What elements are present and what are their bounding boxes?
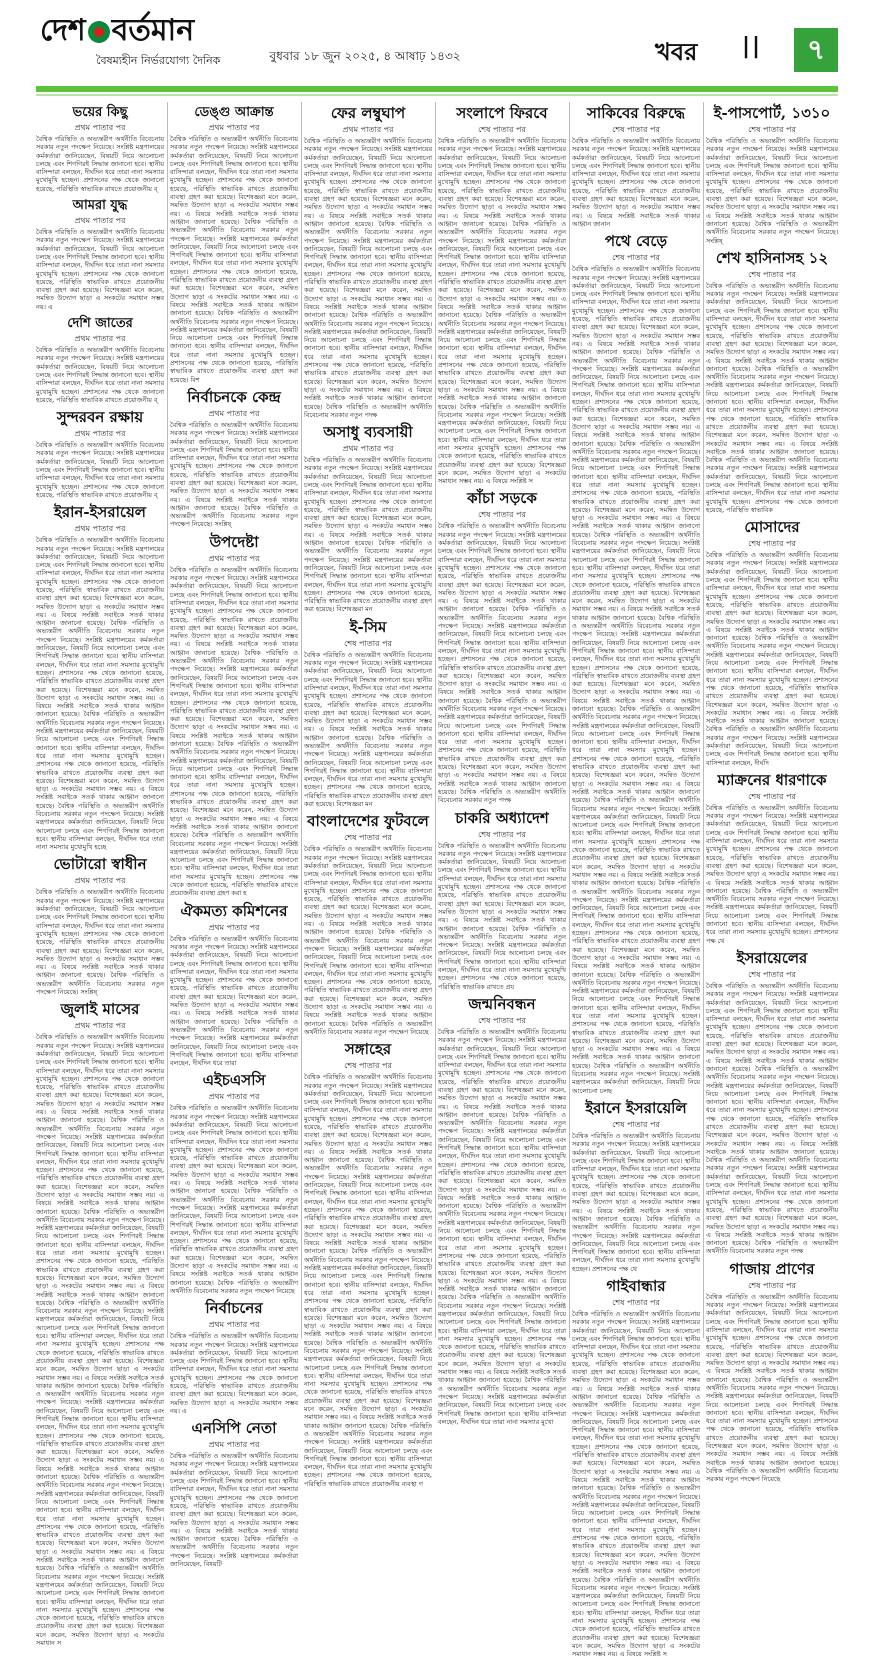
- story-body: বৈশ্বিক পরিস্থিতি ও অভ্যন্তরীণ অর্থনীতি বিবেচনায় সরকার নতুন পদক্ষেপ নিয়েছে। সংশ্লিষ্ট মন্ত্রণালয়ের কর্মকর্তারা জানিয়েছেন, বিষয়টি নিয়ে আলোচনা চলছে এবং শিগগিরই সিদ্ধান্ত জানানো হবে। স্থানীয় বাসিন্দারা বলছেন, দীর্ঘদিন ধরে তারা নানা সমস্যার মুখোমুখি হচ্ছেন। প্রশাসনের পক্ষ থেকে জানানো হয়েছে, পরিস্থিতি স্বাভাবিক রাখতে প্রয়োজনীয় ব্: [36, 441, 164, 499]
- continued-label: প্রথম পাতার পর: [208, 553, 260, 563]
- news-story[interactable]: [572, 1099, 700, 1273]
- story-body: বৈশ্বিক পরিস্থিতি ও অভ্যন্তরীণ অর্থনীতি বিবেচনায় সরকার নতুন পদক্ষেপ নিয়েছে। সংশ্লিষ্ট মন্ত্রণালয়ের কর্মকর্তারা জানিয়েছেন, বিষয়টি নিয়ে আলোচনা চলছে এবং শিগগিরই সিদ্ধান্ত জানানো হবে। স্থানীয় বাসিন্দারা বলছেন, দীর্ঘদিন ধরে তারা নানা সমস্যার মুখোমুখি হচ্ছেন। প্রশাসনের পক্ষ থেকে জানানো হয়েছে, পরিস্থিতি স্বাভাবিক রাখতে প্রয়োজনীয় ব্যবস্থা গ্রহণ করা হয়েছে। বিশেষজ্ঞরা মনে করেন, সমন্বিত উদ্যোগ ছাড়া এ সংকটের সমাধান সম্ভব নয়। এ বিষয়ে সংশ্লিষ্ট সবাইকে সতর্ক থাকার আহ্বান জানানো হয়েছে। বৈশ্বিক পরিস্থিতি ও অভ্যন্তরীণ অর্থনীতি বিবেচনায় সরকার নতুন পদক্ষেপ নিয়েছে। সংশ্লিষ্ট মন্ত্রণালয়ের কর্মকর্তারা জানিয়েছেন, বিষয়টি: [170, 1452, 298, 1569]
- news-story[interactable]: [304, 1040, 432, 1488]
- continued-label: শেষ পাতার পর: [748, 269, 796, 279]
- story-body: বৈশ্বিক পরিস্থিতি ও অভ্যন্তরীণ অর্থনীতি বিবেচনায় সরকার নতুন পদক্ষেপ নিয়েছে। সংশ্লিষ্ট মন্ত্রণালয়ের কর্মকর্তারা জানিয়েছেন, বিষয়টি নিয়ে আলোচনা চলছে এবং শিগগিরই সিদ্ধান্ত জানানো হবে। স্থানীয় বাসিন্দারা বলছেন, দীর্ঘদিন ধরে তারা নানা সমস্যার মুখোমুখি হচ্ছেন। প্রশাসনের পক্ষ থেকে জানানো হয়েছে, পরিস্থিতি স্বাভাবিক রাখতে প্রয়োজনীয় ব্যবস্থা গ্রহণ করা হয়েছে। বিশেষজ্ঞরা মনে করেন, সমন্বিত উদ্যোগ ছাড়া এ সংকটের সমাধান সম্ভব নয়। এ বিষয়ে সংশ্লিষ্ট সবাইকে সতর্ক থাকার আহ্বান জানানো হয়েছে। বৈশ্বিক পরিস্থিতি ও অভ্যন্তরীণ অর্থনীতি বিবেচনায় সরকার নতুন পদক্ষেপ নিয়েছে। সংশ্লিষ্ট মন্ত্রণালয়ের কর্মকর্তারা জানিয়েছেন, বিষয়টি নিয়ে আলোচনা চলছে এবং শিগগিরই সিদ্ধান্ত জানানো হবে। স্থানীয় বাসিন্দারা বলছেন, দীর্ঘদিন ধরে তারা নানা সমস্যার মুখোমুখি হচ্ছেন। প্রশাসনের পক্ষ থেকে জানানো হয়েছে, পরিস্থিতি স্বাভাবিক রাখতে প্রয়োজনীয় ব্যবস্থা গ্রহণ করা হয়েছে। বিশেষজ্ঞরা মনে করেন, সমন্বিত উদ্যোগ ছাড়া এ সংকটের সমাধান সম্ভব নয়। এ বিষয়ে সংশ্লিষ্ট সবাইকে সতর্ক থাকার আহ্বান জানানো হয়েছে। বৈশ্বিক পরিস্থিতি ও অভ্যন্তরীণ অর্থনীতি বিবেচনায় সরকার নতুন পদক্ষেপ নিয়েছে। সংশ্লিষ্ট মন্ত্রণালয়ের কর্মকর্তারা জানিয়েছেন, বিষয়টি নিয়ে আলোচনা চলছে এবং শিগগিরই সিদ্ধান্ত জানানো হবে। স্থানীয় বাসিন্দারা বলছেন, দীর্ঘদিন ধরে তারা নানা সমস্যার মুখোমুখি হচ্ছেন। প্রশাসনের পক্ষ থেকে জানানো হয়েছে, পরিস্থিতি স্বাভাবিক রাখতে প্রয়োজনীয় ব্যবস্থা গ্রহণ করা হয়েছে। বিশেষজ্ঞরা মনে করেন, সমন্বিত উদ্যোগ ছাড়া এ সংকটের সমাধান সম্ভব নয়। এ বিষয়ে সংশ্লিষ্ট সবাইকে সতর্ক থাকার আহ্বান জানানো হয়েছে। বৈশ্বিক পরিস্থিতি ও অভ্যন্তরীণ অর্থনীতি বিবেচনায় সরকার নতুন পদক্ষ: [304, 137, 432, 419]
- story-headline[interactable]: ঐকমত্য কমিশনের: [180, 901, 288, 920]
- continued-label: প্রথম পাতার পর: [74, 123, 126, 132]
- continued-label: শেষ পাতার পর: [344, 1061, 392, 1071]
- continued-label: শেষ পাতার পর: [612, 1119, 660, 1129]
- story-body: বৈশ্বিক পরিস্থিতি ও অভ্যন্তরীণ অর্থনীতি বিবেচনায় সরকার নতুন পদক্ষেপ নিয়েছে। সংশ্লিষ্ট মন্ত্রণালয়ের কর্মকর্তারা জানিয়েছেন, বিষয়টি নিয়ে আলোচনা চলছে এবং শিগগিরই সিদ্ধান্ত জানানো হবে। স্থানীয় বাসিন্দারা বলছেন, দীর্ঘদিন ধরে তারা নানা সমস্যার মুখোমুখি হচ্ছেন। প্রশাসনের পক্ষ থেকে জানানো হয়েছে, পরিস্থিতি স্বাভাবিক রাখতে প্রয়োজনীয় ব্যবস্থা গ্রহণ করা হয়েছে। বিশেষজ্ঞরা মনে করেন, সমন্বিত উদ্যোগ ছাড়া এ সংকটের সমাধান সম্ভব নয়। এ বিষয়ে সংশ্লিষ্ট সবাইকে সতর্ক থাকার আহ্বান জানানো হয়েছে। বৈশ্বিক পরিস্থিতি ও অভ্যন্তরীণ অর্থনীতি বিবেচনায় সরকার নতুন পদক্ষেপ নিয়েছে। সংশ্লিষ্: [706, 137, 838, 245]
- story-headline[interactable]: গাজায় প্রাণের: [729, 1259, 815, 1278]
- story-headline[interactable]: এইচএসসি: [202, 1071, 266, 1090]
- story-headline[interactable]: সঙ্গাহের: [344, 1040, 392, 1059]
- column-rule: [569, 102, 570, 1338]
- news-story[interactable]: [170, 533, 298, 898]
- continued-label: শেষ পাতার পর: [748, 969, 796, 979]
- story-body: বৈশ্বিক পরিস্থিতি ও অভ্যন্তরীণ অর্থনীতি বিবেচনায় সরকার নতুন পদক্ষেপ নিয়েছে। সংশ্লিষ্ট মন্ত্রণালয়ের কর্মকর্তারা জানিয়েছেন, বিষয়টি নিয়ে আলোচনা চলছে এবং শিগগিরই সিদ্ধান্ত জানানো হবে। স্থানীয় বাসিন্দারা বলছেন, দীর্ঘদিন ধরে তারা নানা সমস্যার মুখোমুখি হচ্ছেন। প্রশাসনের পক্ষ থেকে জানানো হয়েছে, পরিস্থিতি স্বাভাবিক রাখতে প্রয়োজনীয় ব্যবস্থা গ্রহণ করা হয়েছে। বিশেষজ্ঞরা মনে করেন, সমন্বিত উদ্যোগ ছাড়া এ সংকটের সমাধান সম্ভব নয়। এ বিষয়ে সংশ্লিষ্ট সবাইকে সতর্ক থাকার আহ্বান জানানো হয়েছে। বৈশ্বিক পরিস্থিতি ও অভ্যন্তরীণ অর্থনীতি বিবেচনায় সরকার নতুন পদক্ষেপ নিয়েছে। সংশ্লিষ্: [36, 888, 164, 997]
- news-story[interactable]: [572, 104, 700, 228]
- story-body: বৈশ্বিক পরিস্থিতি ও অভ্যন্তরীণ অর্থনীতি বিবেচনায় সরকার নতুন পদক্ষেপ নিয়েছে। সংশ্লিষ্ট মন্ত্রণালয়ের কর্মকর্তারা জানিয়েছেন, বিষয়টি নিয়ে আলোচনা চলছে এবং শিগগিরই সিদ্ধান্ত জানানো হবে। স্থানীয় বাসিন্দারা বলছেন, দীর্ঘদিন ধরে তারা নানা সমস্যার মুখোমুখি হচ্ছেন। প্রশাসনের পক্ষ থেকে জানানো হয়েছে, পরিস্থিতি স্বাভাবিক রাখতে প্রয়োজনীয় ব্যবস্থা গ্রহণ করা হয়েছে। বিশেষজ্ঞরা মনে করেন, সমন্বিত উদ্যোগ ছাড়া এ সংকটের সমাধান সম্ভব নয়। এ বিষয়ে সংশ্লিষ্ট সবাইকে সতর্ক থাকার আহ্বান জানানো হয়েছে। বৈশ্বিক পরিস্থিতি ও অভ্যন্তরীণ অর্থনীতি বিবেচনায় সরকার নতুন পদক্ষেপ নিয়েছে। সংশ্লিষ্ট মন্ত্রণালয়ের কর্মকর্তারা জানিয়েছেন, বিষয়টি নিয়ে আলোচনা চলছে এবং শিগগিরই সিদ্ধান্ত জানানো হবে। স্থানীয় বাসিন্দারা বলছেন, দীর্ঘদিন ধরে তারা নানা সমস্যার মুখোমুখি হচ্ছেন। প্রশাসনের পক্ষ থে: [572, 1131, 700, 1273]
- story-headline[interactable]: ম্যাক্রনের ধারণাকে: [717, 770, 827, 789]
- logo-text-left: দেশ: [40, 13, 86, 48]
- continued-label: প্রথম পাতার পর: [342, 125, 394, 134]
- continued-label: শেষ পাতার পর: [478, 510, 526, 520]
- news-story[interactable]: [706, 949, 838, 1256]
- continued-label: প্রথম পাতার পর: [208, 123, 260, 132]
- story-body: বৈশ্বিক পরিস্থিতি ও অভ্যন্তরীণ অর্থনীতি বিবেচনায় সরকার নতুন পদক্ষেপ নিয়েছে। সংশ্লিষ্ট মন্ত্রণালয়ের কর্মকর্তারা জানিয়েছেন, বিষয়টি নিয়ে আলোচনা চলছে এবং শিগগিরই সিদ্ধান্ত জানানো হবে। স্থানীয় বাসিন্দারা বলছেন, দীর্ঘদিন ধরে তারা নানা সমস্যার মুখোমুখি হচ্ছেন। প্রশাসনের পক্ষ থেকে জানানো হয়েছে, পরিস্থিতি স্বাভাবিক রাখতে প্রয়োজনীয় ব্যবস্থা গ্রহণ করা হয়েছে। বিশেষজ্ঞরা মনে করেন, সমন্বিত উদ্যোগ ছাড়া এ সংকটের সমাধান সম্ভব নয়। এ বিষয়ে সংশ্লিষ্ট সবাইকে সতর্ক থাকার আহ্বান জানানো হয়েছে। বৈশ্বিক পরিস্থিতি ও অভ্যন্তরীণ অর্থনীতি বিবেচনায় সরকার নতুন পদক্ষেপ নিয়েছে। সংশ্লিষ্ট মন্ত্রণালয়ের কর্মকর্তারা জানিয়েছেন, বিষয়টি নিয়ে আলোচনা চলছে এবং শিগগিরই সিদ্ধান্ত জানানো হবে। স্থানীয় বাসিন্দারা বলছেন, দীর্ঘদিন ধরে তারা নানা সমস্যার মুখোমুখি হচ্ছেন। প্রশাসনের পক্ষ থেকে জানানো হয়েছে, পরিস্থিতি স্বাভাবিক রাখতে প্রয়োজনীয় ব্যবস্থা গ্রহণ করা হয়েছে। বিশেষজ্ঞরা মন: [304, 456, 432, 614]
- news-story[interactable]: [170, 388, 298, 529]
- continued-label: প্রথম পাতার পর: [74, 524, 126, 534]
- story-headline[interactable]: এনসিপি নেতা: [191, 1419, 277, 1438]
- story-headline[interactable]: সাকিবের বিরুদ্ধে: [586, 104, 686, 122]
- continued-label: প্রথম পাতার পর: [208, 408, 260, 418]
- column-3: [304, 102, 432, 1488]
- story-headline[interactable]: জুলাই মাসের: [60, 1000, 140, 1019]
- story-headline[interactable]: নির্বাচনের: [205, 1299, 263, 1318]
- section-name: খবর: [655, 37, 698, 66]
- column-1: [36, 102, 164, 1648]
- continued-label: শেষ পাতার পর: [478, 829, 526, 839]
- story-body: বৈশ্বিক পরিস্থিতি ও অভ্যন্তরীণ অর্থনীতি বিবেচনায় সরকার নতুন পদক্ষেপ নিয়েছে। সংশ্লিষ্ট মন্ত্রণালয়ের কর্মকর্তারা জানিয়েছেন, বিষয়টি নিয়ে আলোচনা চলছে এবং শিগগিরই সিদ্ধান্ত জানানো হবে। স্থানীয় বাসিন্দারা বলছেন, দীর্ঘদিন ধরে তারা নানা সমস্যার মুখোমুখি হচ্ছেন। প্রশাসনের পক্ষ থেকে জানানো হয়েছে, পরিস্থিতি স্বাভাবিক রাখতে প্রয়োজনীয় ব্যবস্থা গ্রহণ করা হয়েছে। বিশেষজ্ঞরা মনে করেন, সমন্বিত উদ্যোগ ছাড়া এ সংকটের সমাধান সম্ভব নয়। এ বিষয়ে সংশ্লিষ্ট সবাইকে সতর্ক থাকার আহ্বান জানানো হয়েছে। বৈশ্বিক পরিস্থিতি ও অভ্যন্তরীণ অর্থনীতি বিবেচনায় সরকার নতুন পদক্ষেপ নিয়েছে। সংশ্লিষ্ট মন্ত্রণালয়ের কর্মকর্তারা জানিয়েছেন, বিষয়টি নিয়ে আলোচনা চলছে এবং শিগগিরই সিদ্ধান্ত জানানো হবে। স্থানীয় বাসিন্দারা বলছেন, দীর্ঘদিন ধরে তারা নানা সমস্যার মুখোমুখি হচ্ছেন। প্রশাসনের পক্ষ থেকে জানানো হয়েছে, পরিস্থিতি স্বাভাবিক রাখতে প্রয়োজনীয় ব্যবস্থা গ্রহণ করা হয়েছে। বিশেষজ্ঞরা মনে করেন, সমন্বিত উদ্যোগ ছাড়া এ সংকটের সমাধান সম্ভব নয়। এ বিষয়ে সংশ্লিষ্ট সবাইকে সতর্ক থাকার আহ্বান জানানো হয়েছে। বৈশ্বিক পরিস্থিতি ও অভ্যন্তরীণ অর্থনীতি বিবেচনায় সরকার নতুন পদক্ষেপ নিয়েছে: [304, 845, 432, 1036]
- news-story[interactable]: [438, 809, 566, 991]
- continued-label: শেষ পাতার পর: [748, 125, 796, 134]
- news-story[interactable]: [36, 503, 164, 851]
- news-story[interactable]: [170, 1419, 298, 1568]
- story-headline[interactable]: নির্বাচনকে কেন্দ্র: [187, 387, 281, 406]
- news-story[interactable]: [170, 104, 298, 384]
- continued-label: শেষ পাতার পর: [612, 125, 660, 134]
- story-headline[interactable]: দেশি জাতের: [67, 316, 133, 332]
- news-story[interactable]: [36, 855, 164, 996]
- continued-label: প্রথম পাতার পর: [74, 876, 126, 886]
- news-story[interactable]: [36, 315, 164, 404]
- story-body: বৈশ্বিক পরিস্থিতি ও অভ্যন্তরীণ অর্থনীতি বিবেচনায় সরকার নতুন পদক্ষেপ নিয়েছে। সংশ্লিষ্ট মন্ত্রণালয়ের কর্মকর্তারা জানিয়েছেন, বিষয়টি নিয়ে আলোচনা চলছে এবং শিগগিরই সিদ্ধান্ত জানানো হবে। স্থানীয় বাসিন্দারা বলছেন, দীর্ঘদিন ধরে তারা নানা সমস্যার মুখোমুখি হচ্ছেন। প্রশাসনের পক্ষ থেকে জানানো হয়েছে, পরিস্থিতি স্বাভাবিক রাখতে প্রয়োজনীয় ব্যবস্থা গ্রহণ করা হয়েছে। বিশেষজ্ঞরা মনে করেন, সমন্বিত উদ্যোগ ছাড়া এ সংকটের সমাধান সম্ভব নয়। এ বিষয়ে সংশ্লিষ্ট সবাইকে সতর্ক থাকার আহ্বান জানানো হয়েছে। বৈশ্বিক পরিস্থিতি ও অভ্যন্তরীণ অর্থনীতি বিবেচনায় সরকার নতুন পদক্ষেপ নিয়েছে। সংশ্লিষ্ট মন্ত্রণালয়ের কর্মকর্তারা জানিয়েছেন, বিষয়টি নিয়ে আলোচনা চলছে এবং শিগগিরই সিদ্ধান্ত জানানো হবে। স্থানীয় বাসিন্দারা বলছেন, দীর্ঘদিন ধরে তারা নানা সমস্যার মুখোমুখি হচ্ছেন। প্রশাসনের পক্ষ থেকে জানানো হয়েছে, পরিস্থিতি স্বাভাবিক রাখতে প্রয়োজনীয় ব্যবস্থা গ্রহণ করা হয়েছে। বিশেষজ্ঞরা মনে করেন, সমন্বিত উদ্যোগ ছাড়া এ সংকটের সমাধান সম্ভব নয়। এ বিষয়ে সংশ্লিষ্ট সবাইকে সতর্ক থাকার আহ্বান জানানো হয়েছে। বৈশ্বিক পরিস্থিতি ও অভ্যন্তরীণ অর্থনীতি বিবেচনায় সরকার নতুন পদক্ষেপ নিয়েছে। সংশ্লিষ্ট মন্ত্রণালয়ের কর্মকর্তারা জানিয়েছেন, বিষয়টি নিয়ে আলোচনা চলছে এবং শিগগিরই সিদ্ধান্ত জানানো হবে। স্থানীয় বাসিন্দারা বলছেন, দীর্ঘদিন ধরে তারা নানা সমস্যার মুখোমুখি হচ্ছেন। প্রশাসনের পক্ষ থেকে জানানো হয়েছে, পরিস্থিতি স্বাভাবিক রাখতে প্রয়োজনীয় ব্যবস্থা গ্রহণ করা হয়েছে। বিশেষজ্ঞরা মনে করেন, সমন্বিত উদ্যোগ ছাড়া এ সংকটের সমাধান সম্ভব নয়। এ বিষয়ে সংশ্লিষ্ট সবাইকে সতর্ক থাকার আহ্বান জানানো হয়েছে। বৈশ্বিক পরিস্থিতি ও অভ্যন্তরীণ অর্থনীতি বিবেচনায় সরকার নতুন পদক্ষেপ নিয়েছে। সংশ্লিষ্ট মন্ত্রণালয়ের কর্মকর্তারা জানিয়েছেন, বিষয়টি নিয়ে আলোচনা চলছে এবং শিগগিরই সিদ্ধান্ত জানানো হবে। স্থানীয় বাসিন্দারা বলছেন, দীর্ঘদিন ধরে তারা নানা সমস্যার মুখোমুখি হচ্ছেন। প্রশাসনের পক্ষ থেকে জানানো হয়েছে, পরিস্থিতি স্বাভাবিক রাখতে প্রয়োজনীয় ব্যবস্থা গ্রহণ করা হয়েছে। বিশেষজ্ঞরা মনে করেন, সমন্বিত উদ্যোগ ছাড়া এ সংকটের সমাধান সম্ভব নয়। এ বিষয়ে সংশ্লিষ্ট সবাইকে সতর্ক থাকার আহ্বান জানানো হয়েছে। বৈশ্বিক পরিস্থিতি ও অভ্যন্তরীণ অর্থনীতি বিবেচনায় সরকার নতুন পদক্ষেপ নিয়েছে। সংশ্লিষ্ট মন্ত্রণালয়ের কর্মকর্তারা জানিয়েছেন, বিষয়টি নিয়ে আলোচনা চলছে এবং শিগগিরই সিদ্ধান্ত জানানো হবে। স্থানীয় বাসিন্দারা বলছেন, দীর্ঘদিন ধরে তারা নানা সমস্যার মুখোমুখি হচ্ছেন। প্রশাসনের পক্ষ থেকে জানানো হয়েছে, পরিস্থিতি স্বাভাবিক রাখতে প্রয়োজনীয় ব্যবস্থা গ: [304, 1073, 432, 1488]
- column-rule: [167, 102, 168, 1338]
- news-story[interactable]: [170, 1071, 298, 1295]
- story-body: বৈশ্বিক পরিস্থিতি ও অভ্যন্তরীণ অর্থনীতি বিবেচনায় সরকার নতুন পদক্ষেপ নিয়েছে। সংশ্লিষ্ট মন্ত্রণালয়ের কর্মকর্তারা জানিয়েছেন, বিষয়টি নিয়ে আলোচনা চলছে এবং শিগগিরই সিদ্ধান্ত জানানো হবে। স্থানীয় বাসিন্দারা বলছেন, দীর্ঘদিন ধরে তারা নানা সমস্যার মুখোমুখি হচ্ছেন। প্রশাসনের পক্ষ থেকে জানানো হয়েছে, পরিস্থিতি স্বাভাবিক রাখতে প্রয়োজনীয় ব্যবস্থা গ্রহণ করা হয়েছে। বিশেষজ্ঞরা মনে করেন, সমন্বিত উদ্যোগ ছাড়া এ সংকটের সমাধান সম্ভব নয়। এ বিষয়ে সংশ্লিষ্ট সবাইকে সতর্ক থাকার আহ্বান জানানো হয়েছে। বৈশ্বিক পরিস্থিতি ও অভ্যন্তরীণ অর্থনীতি বিবেচনায় সরকার নতুন পদক্ষেপ নিয়েছে। সংশ্লিষ্ট মন্ত্রণালয়ের কর্মকর্তারা জানিয়েছেন, বিষয়টি নিয়ে আলোচনা চলছে এবং শিগগিরই সিদ্ধান্ত জানানো হবে। স্থানীয় বাসিন্দারা বলছেন, দীর্ঘদিন ধরে তারা নানা সমস্যার মুখোমুখি হচ্ছেন। প্রশাসনের পক্ষ থেকে জানানো হয়েছে, পরিস্থিতি স্বাভাবিক রাখতে প্রয: [438, 841, 566, 991]
- column-rule: [301, 102, 302, 1338]
- news-story[interactable]: [438, 995, 566, 1426]
- continued-label: শেষ পাতার পর: [748, 791, 796, 801]
- continued-label: প্রথম পাতার পর: [208, 1320, 260, 1330]
- news-story[interactable]: [706, 1260, 838, 1484]
- continued-label: শেষ পাতার পর: [478, 125, 526, 134]
- continued-label: প্রথম পাতার পর: [342, 444, 394, 454]
- continued-label: প্রথম পাতার পর: [208, 1440, 260, 1450]
- news-story[interactable]: [304, 423, 432, 614]
- story-headline[interactable]: সংলাপে ফিরবে: [456, 104, 548, 122]
- news-story[interactable]: [304, 618, 432, 809]
- news-story[interactable]: [706, 249, 838, 514]
- story-headline[interactable]: ইরান-ইসরায়েল: [54, 503, 146, 522]
- story-body: বৈশ্বিক পরিস্থিতি ও অভ্যন্তরীণ অর্থনীতি বিবেচনায় সরকার নতুন পদক্ষেপ নিয়েছে। সংশ্লিষ্ট মন্ত্রণালয়ের কর্মকর্তারা জানিয়েছেন, বিষয়টি নিয়ে আলোচনা চলছে এবং শিগগিরই সিদ্ধান্ত জানানো হবে। স্থানীয় বাসিন্দারা বলছেন, দীর্ঘদিন ধরে তারা নানা সমস্যার মুখোমুখি হচ্ছেন। প্রশাসনের পক্ষ থেকে জানানো হয়েছে, পরিস্থিতি স্বাভাবিক রাখতে প্রয়োজনীয় ব্যবস্থা গ্রহণ করা হয়েছে। বিশেষজ্ঞরা মনে করেন, সমন্বিত উদ্যোগ ছাড়া এ সংকটের সমাধান সম্ভব নয়। এ বিষয়ে সংশ্লিষ্ট সবাইকে সতর্ক থাকার আহ্বান জানানো হয়েছে। বৈশ্বিক পরিস্থিতি ও অভ্যন্তরীণ অর্থনীতি বিবেচনায় সরকার নতুন পদক্ষেপ নিয়েছে। সংশ্লিষ্ট মন্ত্রণালয়ের কর্মকর্তারা জানিয়েছেন, বিষয়টি নিয়ে আলোচনা চলছে এবং শিগগিরই সিদ্ধান্ত জানানো হবে। স্থানীয় বাসিন্দারা বলছেন, দীর্ঘদিন ধরে তারা: [170, 934, 298, 1068]
- continued-label: প্রথম পাতার পর: [74, 429, 126, 439]
- story-headline[interactable]: ডেঙ্গু আক্রান্ত: [194, 105, 274, 120]
- story-headline[interactable]: সুন্দরবন রক্ষায়: [56, 408, 144, 427]
- continued-label: শেষ পাতার পর: [344, 638, 392, 648]
- logo-text-right: বর্তমান: [111, 13, 195, 48]
- column-4: [438, 102, 566, 1426]
- news-story[interactable]: [706, 771, 838, 945]
- story-headline[interactable]: বাংলাদেশের ফুটবলে: [307, 812, 429, 831]
- continued-label: শেষ পাতার পর: [612, 1298, 660, 1307]
- continued-label: প্রথম পাতার পর: [74, 216, 126, 226]
- story-headline[interactable]: অসাধু ব্যবসায়ী: [323, 423, 413, 442]
- news-story[interactable]: [706, 518, 838, 767]
- news-story[interactable]: [438, 104, 566, 485]
- continued-label: প্রথম পাতার পর: [74, 334, 126, 344]
- story-headline[interactable]: ফের লম্বুঘাপ: [330, 104, 406, 122]
- story-headline[interactable]: ভয়ের কিছু: [72, 105, 128, 120]
- story-body: বৈশ্বিক পরিস্থিতি ও অভ্যন্তরীণ অর্থনীতি বিবেচনায় সরকার নতুন পদক্ষেপ নিয়েছে। সংশ্লিষ্ট মন্ত্রণালয়ের কর্মকর্তারা জানিয়েছেন, বিষয়টি নিয়ে আলোচনা চলছে এবং শিগগিরই সিদ্ধান্ত জানানো হবে। স্থানীয় বাসিন্দারা বলছেন, দীর্ঘদিন ধরে তারা নানা সমস্যার মুখোমুখি হচ্ছেন। প্রশাসনের পক্ষ থেকে জানানো হয়েছে, পরিস্থিতি স্বাভাবিক রাখতে প্রয়োজনীয় ব্যবস্থা গ্রহণ করা হয়েছে। বিশেষজ্ঞরা মনে করেন, সমন্বিত উদ্যোগ ছাড়া এ সংকটের সমাধান সম্ভব নয়। এ বিষয়ে সংশ্লিষ্ট সবাইকে সতর্ক থাকার আহ্বান জানানো হয়েছে। বৈশ্বিক পরিস্থিতি ও অভ্যন্তরীণ অর্থনীতি বিবেচনায় সরকার নতুন পদক্ষেপ নিয়েছে। সংশ্লিষ্ট মন্ত্রণালয়ের কর্মকর্তারা জানিয়েছেন, বিষয়টি নিয়ে আলোচনা চলছে এবং শিগগিরই সিদ্ধান্ত জানানো হবে। স্থানীয় বাসিন্দারা বলছেন, দীর্ঘদিন ধরে তারা নানা সমস্যার মুখোমুখি হচ্ছেন। প্রশাসনের পক্ষ থেকে জানানো হয়েছে, পরিস্থিতি স্বাভাবিক রাখতে প্রয়োজনীয় ব্যবস্থা গ্রহণ করা হয়েছে। বিশেষজ্ঞরা মন: [304, 650, 432, 809]
- page-number-badge: ৭: [794, 28, 838, 72]
- tagline: বৈষম্যহীন নির্ভরযোগ্য দৈনিক: [96, 54, 221, 67]
- continued-label: প্রথম পাতার পর: [208, 922, 260, 932]
- story-body: বৈশ্বিক পরিস্থিতি ও অভ্যন্তরীণ অর্থনীতি বিবেচনায় সরকার নতুন পদক্ষেপ নিয়েছে। সংশ্লিষ্ট মন্ত্রণালয়ের কর্মকর্তারা জানিয়েছেন, বিষয়টি নিয়ে আলোচনা চলছে এবং শিগগিরই সিদ্ধান্ত জানানো হবে। স্থানীয় বাসিন্দারা বলছেন, দীর্ঘদিন ধরে তারা নানা সমস্যার মুখোমুখি হচ্ছেন। প্রশাসনের পক্ষ থেকে জানানো হয়েছে, পরিস্থিতি স্বাভাবিক রাখতে প্রয়োজনীয় ব্যবস্থা গ্রহণ করা হয়েছে। বিশেষজ্ঞরা মনে করেন, সমন্বিত উদ্যোগ ছাড়া এ সংকটের সমাধান সম্ভব নয়। এ বিষয়ে সংশ্লিষ্ট সবাইকে সতর্ক থাকার আহ্বান জানানো হয়েছে। বৈশ্বিক পরিস্থিতি ও অভ্যন্তরীণ অর্থনীতি বিবেচনায় সরকার নতুন পদক্ষেপ নিয়েছে। সংশ্লিষ্ট মন্ত্রণালয়ের কর্মকর্তারা জানিয়েছেন, বিষয়টি নিয়ে আলোচনা চলছে এবং শিগগিরই সিদ্ধান্ত জানানো হবে। স্থানীয় বাসিন্দারা বলছেন, দীর্ঘদিন ধরে তারা নানা সমস্যার মুখোমুখি হচ্ছেন। প্রশাসনের পক্ষ থেকে জানানো হয়েছে, পরিস্থিতি স্বাভাবিক রাখতে প্রয়োজনীয় ব্যবস্থা গ্রহণ করা হয়েছে। বিশেষজ্ঞরা মনে করেন, সমন্বিত উদ্যোগ ছাড়া এ সংকটের সমাধান সম্ভব নয়। এ বিষয়ে সংশ্লিষ্ট সবাইকে সতর্ক থাকার আহ্বান জানানো হয়েছে। বৈশ্বিক পরিস্থিতি ও অভ্যন্তরীণ অর্থনীতি বিবেচনায় সরকার নতুন পদক্ষেপ নিয়েছে। সংশ্লিষ্ট মন্ত্রণালয়ের কর্মকর্তারা জানিয়েছেন, বিষয়টি নিয়ে আলোচনা চলছে এবং শিগগিরই সিদ্ধান্ত জানানো হবে। স্থানীয় বাসিন্দারা বলছেন, দীর্ঘদিন ধরে তারা নানা সমস্যার মুখোমুখি হচ্ছেন। প্রশাসনের পক্ষ থেকে জানানো হয়েছে, পরিস্থিতি স্বাভাবিক রাখতে প্রয়োজনীয় ব্যবস্থা গ্রহণ করা হয়েছে। বিশেষজ্ঞরা মনে করেন, সমন্বিত উদ্যোগ ছাড়া এ সংকটের সমাধান সম্ভব নয়। এ বিষয়ে সংশ্লিষ্ট সবাইকে সতর্ক থাকার আহ্বান জানানো হয়েছে। বৈশ্বিক পরিস্থিতি ও অভ্যন্তরীণ অর্থনীতি বিবেচনায় সরকার নতুন পদক্ষেপ নিয়েছে। সংশ্লিষ্ট মন্ত্রণালয়ের কর্মকর্তারা জানিয়েছেন, বিষয়টি নিয়ে আলোচনা চলছে এবং শিগগিরই সিদ্ধান্ত জানানো হবে। স্থানীয় বাসিন্দারা বলছেন, দীর্ঘদিন ধরে তারা নানা সমস্যার মুখোমুখি হচ্ছেন। প্রশাসনের পক্ষ থেকে জানানো হয়েছে, পরিস্থিতি স্বাভাবিক রাখতে প্রয়োজনীয় ব্যবস্থা গ্রহণ করা হয়েছে। বিশেষজ্ঞরা মনে করেন, সমন্বিত উদ্যোগ ছাড়া এ সংকটের সমাধান সম্ভব নয়। এ বিষয়ে সংশ্লিষ্ট স: [572, 1310, 700, 1658]
- continued-label: শেষ পাতার পর: [748, 1280, 796, 1290]
- continued-label: শেষ পাতার পর: [612, 253, 660, 263]
- section-divider-icon: ||: [742, 34, 763, 59]
- continued-label: প্রথম পাতার পর: [74, 1021, 126, 1031]
- story-body: বৈশ্বিক পরিস্থিতি ও অভ্যন্তরীণ অর্থনীতি বিবেচনায় সরকার নতুন পদক্ষেপ নিয়েছে। সংশ্লিষ্ট মন্ত্রণালয়ের কর্মকর্তারা জানিয়েছেন, বিষয়টি নিয়ে আলোচনা চলছে এবং শিগগিরই সিদ্ধান্ত জানানো হবে। স্থানীয় বাসিন্দারা বলছেন, দীর্ঘদিন ধরে তারা নানা সমস্যার মুখোমুখি হচ্ছেন। প্রশাসনের পক্ষ থেকে জানানো হয়েছে, পরিস্থিতি স্বাভাবিক রাখতে প্রয়োজনীয় ব্যবস্থা গ্রহণ করা হয়েছে। বিশেষজ্ঞরা মনে করেন, সমন্বিত উদ্যোগ ছাড়া এ সংকটের সমাধান সম্ভব নয়। এ বিষয়ে সংশ্লিষ্ট সবাইকে সতর্ক থাকার আহ্বান জানানো হয়েছে। বৈশ্বিক পরিস্থিতি ও অভ্যন্তরীণ অর্থনীতি বিবেচনায় সরকার নতুন পদক্ষেপ নিয়েছে। সংশ্লিষ্ট মন্ত্রণালয়ের কর্মকর্তারা জানিয়েছেন, বিষয়টি নিয়ে আলোচনা চলছে এবং শিগগিরই সিদ্ধান্ত জানানো হবে। স্থানীয় বাসিন্দারা বলছেন, দীর্ঘদিন ধরে তারা নানা সমস্যার মুখোমুখি হচ্ছেন। প্রশাসনের পক্ষ থে: [706, 803, 838, 945]
- newspaper-logo[interactable]: [40, 14, 194, 48]
- story-body: বৈশ্বিক পরিস্থিতি ও অভ্যন্তরীণ অর্থনীতি বিবেচনায় সরকার নতুন পদক্ষেপ নিয়েছে। সংশ্লিষ্ট মন্ত্রণালয়ের কর্মকর্তারা জানিয়েছেন, বিষয়টি নিয়ে আলোচনা চলছে এবং শিগগিরই সিদ্ধান্ত জানানো হবে। স্থানীয় বাসিন্দারা বলছেন, দীর্ঘদিন ধরে তারা নানা সমস্যার মুখোমুখি হচ্ছেন। প্রশাসনের পক্ষ থেকে জানানো হয়েছে, পরিস্থিতি স্বাভাবিক রাখতে প্রয়োজনীয় ব্যবস্থা গ্রহণ করা হয়েছে। বিশেষজ্ঞরা মনে করেন, সমন্বিত উদ্যোগ ছাড়া এ সংকটের সমাধান সম্ভব নয়। এ বিষয়ে সংশ্লিষ্ট সবাইকে সতর্ক থাকার আহ্বান জানানো হয়েছে। বৈশ্বিক পরিস্থিতি ও অভ্যন্তরীণ অর্থনীতি বিবেচনায় সরকার নতুন পদক্ষেপ নিয়েছে। সংশ্লিষ্ট মন্ত্রণালয়ের কর্মকর্তারা জানিয়েছেন, বিষয়টি নিয়ে আলোচনা চলছে এবং শিগগিরই সিদ্ধান্ত জানানো হবে। স্থানীয় বাসিন্দারা বলছেন, দীর্ঘদিন ধরে তারা নানা সমস্যার মুখোমুখি হচ্ছেন। প্রশাসনের পক্ষ থেকে জানানো হয়েছে, পরিস্থিতি স্বাভাবিক রাখতে প্রয়োজনীয় ব্যবস্থা গ্রহণ করা হয়েছে। বিশেষজ্ঞরা মনে করেন, সমন্বিত উদ্যোগ ছাড়া এ সংকটের সমাধান সম্ভব নয়। এ বিষয়ে সংশ্লিষ্ট সবাইকে সতর্ক থাকার আহ্বান জানানো হয়েছে। বৈশ্বিক পরিস্থিতি ও অভ্যন্তরীণ অর্থনীতি বিবেচনায় সরকার নতুন পদক্ষেপ নিয়েছে। সংশ্লিষ্ট মন্ত্রণালয়ের কর্মকর্তারা জানিয়েছেন, বিষয়টি নিয়ে আলোচনা চলছে এবং শিগগিরই সিদ্ধান্ত জানানো হবে। স্থানীয় বাসিন্দারা বলছেন, দীর্ঘদিন ধরে তারা নানা সমস্যার মুখোমুখি হচ্ছেন। প্রশাসনের পক্ষ থেকে জানানো হয়েছে, পরিস্থিতি স্বাভাবিক রাখতে প্রয়োজনীয় ব্যবস্থা গ্রহণ করা হয়েছে। বিশেষজ্ঞরা মনে করেন, সমন্বিত উদ্যোগ ছাড়া এ সংকটের সমাধান সম্ভব নয়। এ বিষয়ে সংশ্লিষ্ট সবাইকে সতর্ক থাকার আহ্বান জানানো হয়েছে। বৈশ্বিক পরিস্থিতি ও অভ্যন্তরীণ অর্থনীতি বিবেচনায় সরকার নতুন পদক্ষেপ নিয়েছে। সংশ্লিষ্ট মন্ত্রণালয়ের কর্মকর্তারা জানিয়েছেন, বিষয়টি নিয়ে আলোচনা চলছে এবং শিগগিরই সিদ্ধান্ত জানানো হবে। স্থানীয় বাসিন্দারা বলছেন, দীর্ঘদিন ধরে তারা নানা সমস্যার মুখোমুখি হচ্ছে: [36, 536, 164, 852]
- story-body: বৈশ্বিক পরিস্থিতি ও অভ্যন্তরীণ অর্থনীতি বিবেচনায় সরকার নতুন পদক্ষেপ নিয়েছে। সংশ্লিষ্ট মন্ত্রণালয়ের কর্মকর্তারা জানিয়েছেন, বিষয়টি নিয়ে আলোচনা চলছে এবং শিগগিরই সিদ্ধান্ত জানানো হবে। স্থানীয় বাসিন্দারা বলছেন, দীর্ঘদিন ধরে তারা নানা সমস্যার মুখোমুখি হচ্ছেন। প্রশাসনের পক্ষ থেকে জানানো হয়েছে, পরিস্থিতি স্বাভাবিক রাখতে প্রয়োজনীয় ব্যবস্থা গ্রহণ করা হয়েছে। বিশেষজ্ঞরা মনে করেন, সমন্বিত উদ্যোগ ছাড়া এ সংকটের সমাধান সম্ভব নয়। এ বিষয়ে সংশ্লিষ্ট সবাইকে সতর্ক থাকার আহ্বান জানানো হয়েছে। বৈশ্বিক পরিস্থিতি ও অভ্যন্তরীণ অর্থনীতি বিবেচনায় সরকার নতুন পদক্ষেপ নিয়েছে। সংশ্লিষ্ট মন্ত্রণালয়ের কর্মকর্তারা জানিয়েছেন, বিষয়টি নিয়ে আলোচনা চলছে এবং শিগগিরই সিদ্ধান্ত জানানো হবে। স্থানীয় বাসিন্দারা বলছেন, দীর্ঘদিন ধরে তারা নানা সমস্যার মুখোমুখি হচ্ছেন। প্রশাসনের পক্ষ থেকে জানানো হয়েছে, পরিস্থিতি স্বাভাবিক রাখতে প্রয়োজনীয় ব্যবস্থা গ্রহণ করা হয়েছে। বিশেষজ্ঞরা মনে করেন, সমন্বিত উদ্যোগ ছাড়া এ সংকটের সমাধান সম্ভব নয়। এ বিষয়ে সংশ্লিষ্ট সবাইকে সতর্ক থাকার আহ্বান জানানো হয়েছে। বৈশ্বিক পরিস্থিতি ও অভ্যন্তরীণ অর্থনীতি বিবেচনায় সরকার নতুন পদক্ষেপ নিয়েছে। সংশ্লিষ্ট মন্ত্রণালয়ের কর্মকর্তারা জানিয়েছেন, বিষয়টি নিয়ে আলোচনা চলছে এবং শিগগিরই সিদ্ধান্ত জানানো হবে। স্থানীয় বাসিন্দারা বলছেন, দীর্ঘদিন ধরে তারা নানা সমস্যার মুখোমুখি হচ্ছেন। প্রশাসনের পক্ষ থেকে জানানো হয়েছে, পরিস্থিতি স্বাভাবিক রাখতে প্রয়োজনীয় ব্যবস্থা গ্রহণ করা হয়েছে। বিশেষজ্ঞরা মনে করেন, সমন্বিত উদ্যোগ ছাড়া এ সংকটের সমাধান সম্ভব নয়। এ বিষয়ে সংশ্লিষ্ট সবাইকে সতর্ক থাকার আহ্বান জানানো হয়েছে। বৈশ্বিক পরিস্থিতি ও অভ্যন্তরীণ অর্থনীতি বিবেচনায় সরকার নতুন পদক্ষ: [706, 981, 838, 1256]
- story-body: বৈশ্বিক পরিস্থিতি ও অভ্যন্তরীণ অর্থনীতি বিবেচনায় সরকার নতুন পদক্ষেপ নিয়েছে। সংশ্লিষ্ট মন্ত্রণালয়ের কর্মকর্তারা জানিয়েছেন, বিষয়টি নিয়ে আলোচনা চলছে এবং শিগগিরই সিদ্ধান্ত জানানো হবে। স্থানীয় বাসিন্দারা বলছেন, দীর্ঘদিন ধরে তারা নানা সমস্যার মুখোমুখি হচ্ছেন। প্রশাসনের পক্ষ থেকে জানানো হয়েছে, পরিস্থিতি স্বাভাবিক রাখতে প্রয়োজনীয় ব্যবস্থা গ্রহণ করা হয়েছে। বিশেষজ্ঞরা মনে করেন, সমন্বিত উদ্যোগ ছাড়া এ সংকটের সমাধান সম্ভব নয়। এ বিষয়ে সংশ্লিষ্ট সবাইকে সতর্ক থাকার আহ্বান জানানো হয়েছে। বৈশ্বিক পরিস্থিতি ও অভ্যন্তরীণ অর্থনীতি বিবেচনায় সরকার নতুন পদক্ষেপ নিয়েছে। সংশ্লিষ্ট মন্ত্রণালয়ের কর্মকর্তারা জানিয়েছেন, বিষয়টি নিয়ে আলোচনা চলছে এবং শিগগিরই সিদ্ধান্ত জানানো হবে। স্থানীয় বাসিন্দারা বলছেন, দীর্ঘদিন ধরে তারা নানা সমস্যার মুখোমুখি হচ্ছেন। প্রশাসনের পক্ষ থেকে জানানো হয়েছে, পরিস্থিতি স্বাভাবিক রাখতে প্রয়োজনীয় ব্যবস্থা গ্রহণ করা হয়েছে। বিশেষজ্ঞরা মনে করেন, সমন্বিত উদ্যোগ ছাড়া এ সংকটের সমাধান সম্ভব নয়। এ বিষয়ে সংশ্লিষ্ট সবাইকে সতর্ক থাকার আহ্বান জানানো হয়েছে। বৈশ্বিক পরিস্থিতি ও অভ্যন্তরীণ অর্থনীতি বিবেচনায় সরকার নতুন পদক্ষেপ নিয়েছে। সংশ্লিষ্ট মন্ত্রণালয়ের কর্মকর্তারা জানিয়েছেন, বিষয়টি নিয়ে আলোচনা চলছে এবং শিগগিরই সিদ্ধান্ত জানানো হবে। স্থানীয় বাসিন্দারা বলছেন, দীর্ঘদিন ধরে তারা নানা সমস্যার মুখোমুখি হচ্ছেন। প্রশাসনের পক্ষ থেকে জানানো হয়েছে, পরিস্থিতি স্বাভাবিক: [706, 281, 838, 514]
- story-body: বৈশ্বিক পরিস্থিতি ও অভ্যন্তরীণ অর্থনীতি বিবেচনায় সরকার নতুন পদক্ষেপ নিয়েছে। সংশ্লিষ্ট মন্ত্রণালয়ের কর্মকর্তারা জানিয়েছেন, বিষয়টি নিয়ে আলোচনা চলছে এবং শিগগিরই সিদ্ধান্ত জানানো হবে। স্থানীয় বাসিন্দারা বলছেন, দীর্ঘদিন ধরে তারা নানা সমস্যার মুখোমুখি হচ্ছেন। প্রশাসনের পক্ষ থেকে জানানো হয়েছে, পরিস্থিতি স্বাভাবিক রাখতে প্রয়োজনীয় ব্যবস্থা গ্রহণ করা হয়েছে। বিশেষজ্ঞরা মনে করেন, সমন্বিত উদ্যোগ ছাড়া এ সংকটের সমাধান সম্ভব নয়। এ বিষয়ে সংশ্লিষ্ট সবাইকে সতর্ক থাকার আহ্বান জানানো হয়েছে। বৈশ্বিক পরিস্থিতি ও অভ্যন্তরীণ অর্থনীতি বিবেচনায় সরকার নতুন পদক্ষেপ নিয়েছে। সংশ্লিষ্ট মন্ত্রণালয়ের কর্মকর্তারা জানিয়েছেন, বিষয়টি নিয়ে আলোচনা চলছে এবং শিগগিরই সিদ্ধান্ত জানানো হবে। স্থানীয় বাসিন্দারা বলছেন, দীর্ঘদিন ধরে তারা নানা সমস্যার মুখোমুখি হচ্ছেন। প্রশাসনের পক্ষ থেকে জানানো হয়েছে, পরিস্থিতি স্বাভাবিক রাখতে প্রয়োজনীয় ব্যবস্থা গ্রহণ করা হয়েছে। বিশেষজ্ঞরা মনে করেন, সমন্বিত উদ্যোগ ছাড়া এ সংকটের সমাধান সম্ভব নয়। এ বিষয়ে সংশ্লিষ্ট সবাইকে সতর্ক থাকার আহ্বান জানানো হয়েছে। বৈশ্বিক পরিস্থিতি ও অভ্যন্তরীণ অর্থনীতি বিবেচনায় সরকার নতুন পদক্ষেপ নিয়েছে: [170, 1104, 298, 1295]
- continued-label: প্রথম পাতার পর: [208, 1092, 260, 1102]
- story-headline[interactable]: ইরানে ইসরায়েলি: [585, 1098, 687, 1117]
- news-story[interactable]: [170, 902, 298, 1068]
- news-story[interactable]: [304, 104, 432, 419]
- story-body: বৈশ্বিক পরিস্থিতি ও অভ্যন্তরীণ অর্থনীতি বিবেচনায় সরকার নতুন পদক্ষেপ নিয়েছে। সংশ্লিষ্ট মন্ত্রণালয়ের কর্মকর্তারা জানিয়েছেন, বিষয়টি নিয়ে আলোচনা চলছে এবং শিগগিরই সিদ্ধান্ত জানানো হবে। স্থানীয় বাসিন্দারা বলছেন, দীর্ঘদিন ধরে তারা নানা সমস্যার মুখোমুখি হচ্ছেন। প্রশাসনের পক্ষ থেকে জানানো হয়েছে, পরিস্থিতি স্বাভাবিক রাখতে প্রয়োজনীয় ব্যবস্থা গ্রহণ করা হয়েছে। বিশেষজ্ঞরা মনে করেন, সমন্বিত উদ্যোগ ছাড়া এ সংকটের সমাধান সম্ভব নয়। এ বিষয়ে সংশ্লিষ্ট সবাইকে সতর্ক থাকার আহ্বান জানানো হয়েছে। বৈশ্বিক পরিস্থিতি ও অভ্যন্তরীণ অর্থনীতি বিবেচনায় সরকার নতুন পদক্ষেপ নিয়েছে। সংশ্লিষ্ট মন্ত্রণালয়ের কর্মকর্তারা জানিয়েছেন, বিষয়টি নিয়ে আলোচনা চলছে এবং শিগগিরই সিদ্ধান্ত জানানো হবে। স্থানীয় বাসিন্দারা বলছেন, দীর্ঘদিন ধরে তারা নানা সমস্যার মুখোমুখি হচ্ছেন। প্রশাসনের পক্ষ থেকে জানানো হয়েছে, পরিস্থিতি স্বাভাবিক রাখতে প্রয়োজনীয় ব্যবস্থা গ্রহণ করা হয়েছে। বিশেষজ্ঞরা মনে করেন, সমন্বিত উদ্যোগ ছাড়া এ সংকটের সমাধান সম্ভব নয়। এ বিষয়ে সংশ্লিষ্ট সবাইকে সতর্ক থাকার আহ্বান জানানো হয়েছে। বৈশ্বিক পরিস্থিতি ও অভ্যন্তরীণ অর্থনীতি বিবেচনায় সরকার নতুন পদক্ষেপ নিয়েছে। সংশ্লিষ্ট মন্ত্রণালয়ের কর্মকর্তারা জানিয়েছেন, বিষয়টি নিয়ে আলোচনা চলছে এবং শিগগিরই সিদ্ধান্ত জানানো হবে। স্থানীয় বাসিন্দারা বলছেন, দীর্ঘদি: [706, 551, 838, 767]
- story-headline[interactable]: ইসরায়েলের: [736, 948, 808, 967]
- story-body: বৈশ্বিক পরিস্থিতি ও অভ্যন্তরীণ অর্থনীতি বিবেচনায় সরকার নতুন পদক্ষেপ নিয়েছে। সংশ্লিষ্ট মন্ত্রণালয়ের কর্মকর্তারা জানিয়েছেন, বিষয়টি নিয়ে আলোচনা চলছে এবং শিগগিরই সিদ্ধান্ত জানানো হবে। স্থানীয় বাসিন্দারা বলছেন, দীর্ঘদিন ধরে তারা নানা সমস্যার মুখোমুখি হচ্ছেন। প্রশাসনের পক্ষ থেকে জানানো হয়েছে, পরিস্থিতি স্বাভাবিক রাখতে প্রয়োজনীয় ব্: [36, 346, 164, 404]
- continued-label: শেষ পাতার পর: [344, 833, 392, 843]
- column-2: [170, 102, 298, 1569]
- news-story[interactable]: [170, 1299, 298, 1415]
- news-story[interactable]: [438, 489, 566, 804]
- news-story[interactable]: [36, 408, 164, 499]
- story-body: বৈশ্বিক পরিস্থিতি ও অভ্যন্তরীণ অর্থনীতি বিবেচনায় সরকার নতুন পদক্ষেপ নিয়েছে। সংশ্লিষ্ট মন্ত্রণালয়ের কর্মকর্তারা জানিয়েছেন, বিষয়টি নিয়ে আলোচনা চলছে এবং শিগগিরই সিদ্ধান্ত জানানো হবে। স্থানীয় বাসিন্দারা বলছেন, দীর্ঘদিন ধরে তারা নানা সমস্যার মুখোমুখি হচ্ছেন। প্রশাসনের পক্ষ থেকে জানানো হয়েছে, পরিস্থিতি স্বাভাবিক রাখতে প্রয়োজনীয় ব্যবস্থা গ্রহণ করা হয়েছে। বিশেষজ্ঞরা মনে করেন, সমন্বিত উদ্যোগ ছাড়া এ সংকটের সমাধান সম্ভব নয়। এ বিষয়ে সংশ্লিষ্ট সবাইকে সতর্ক থাকার আহ্বান জানানো হয়েছে। বৈশ্বিক পরিস্থিতি ও অভ্যন্তরীণ অর্থনীতি বিবেচনায় সরকার নতুন পদক্ষেপ নিয়েছে। সংশ্লিষ্ট মন্ত্রণালয়ের কর্মকর্তারা জানিয়েছেন, বিষয়টি নিয়ে আলোচনা চলছে এবং শিগগিরই সিদ্ধান্ত জানানো হবে। স্থানীয় বাসিন্দারা বলছেন, দীর্ঘদিন ধরে তারা নানা সমস্যার মুখোমুখি হচ্ছেন। প্রশাসনের পক্ষ থেকে জানানো হয়েছে, পরিস্থিতি স্বাভাবিক রাখতে প্রয়োজনীয় ব্যবস্থা গ্রহণ করা হয়েছে। বিশেষজ্ঞরা মনে করেন, সমন্বিত উদ্যোগ ছাড়া এ সংকটের সমাধান সম্ভব নয়। এ বিষয়ে সংশ্লিষ্ট সবাইকে সতর্ক থাকার আহ্বান জানানো হয়েছে। বৈশ্বিক পরিস্থিতি ও অভ্যন্তরীণ অর্থনীতি বিবেচনায় সরকার নতুন পদক্ষেপ নিয়েছে। সংশ্লিষ্ট মন্ত্রণালয়ের কর্মকর্তারা জানিয়েছেন, বিষয়টি নিয়ে আলোচনা চলছে এবং শিগগিরই সিদ্ধান্ত জানানো হবে। স্থানীয় বাসিন্দারা বলছেন, দীর্ঘদিন ধরে তারা নানা সমস্যার মুখোমুখি হচ্ছেন। প্রশাসনের পক্ষ থেকে জানানো হয়েছে, পরিস্থিতি স্বাভাবিক রাখতে প্রয়োজনীয় ব্যবস্থা গ্রহণ করা হয়েছে। বিশেষজ্ঞরা মনে করেন, সমন্বিত উদ্যোগ ছাড়া এ সংকটের সমাধান সম্ভব নয়। এ বিষয়ে সংশ্লিষ্ট সবাইকে সতর্ক থাকার আহ্বান জানানো হয়েছে। বৈশ্বিক পরিস্থিতি ও অভ্যন্তরীণ অর্থনীতি বিবেচনায় সরকার নতুন পদক্ষেপ নিয়েছে। সংশ্লিষ্ট মন্ত্রণালয়ের কর্মকর্তারা জানিয়েছেন, বিষয়টি নিয়ে আলোচনা চলছে এবং শিগগিরই সিদ্ধান্ত জানানো হবে। স্থানীয় বাসিন্দারা বলছেন, দীর্ঘদিন ধরে তারা নানা সমস্যার মুখোমুখি হচ্ছেন। প্রশাসনের পক্ষ থেকে জানানো হয়েছে, পরিস্থিতি স্বাভাবিক রাখতে প্রয়োজনীয় ব্যবস্থা গ্রহণ করা হয়েছে। বিশেষজ্ঞরা মনে করেন, সমন্বিত উদ্যোগ ছাড়া এ সংকটের সমাধান সম্ভব নয়। এ বিষয়ে সংশ্লিষ্ট স: [438, 137, 566, 486]
- continued-label: শেষ পাতার পর: [478, 1015, 526, 1025]
- news-story[interactable]: [36, 104, 164, 193]
- story-headline[interactable]: গাইবান্ধার: [606, 1277, 666, 1295]
- column-5: [572, 102, 700, 1658]
- story-headline[interactable]: ই-সিম: [349, 617, 387, 636]
- story-headline[interactable]: কাঁচা সড়কে: [467, 489, 537, 508]
- continued-label: শেষ পাতার পর: [748, 539, 796, 549]
- story-body: বৈশ্বিক পরিস্থিতি ও অভ্যন্তরীণ অর্থনীতি বিবেচনায় সরকার নতুন পদক্ষেপ নিয়েছে। সংশ্লিষ্ট মন্ত্রণালয়ের কর্মকর্তারা জানিয়েছেন, বিষয়টি নিয়ে আলোচনা চলছে এবং শিগগিরই সিদ্ধান্ত জানানো হবে। স্থানীয় বাসিন্দারা বলছেন, দীর্ঘদিন ধরে তারা নানা সমস্যার মুখোমুখি হচ্ছেন। প্রশাসনের পক্ষ থেকে জানানো হয়েছে, পরিস্থিতি স্বাভাবিক রাখতে প্রয়োজনীয় ব্যবস্থা গ্রহণ করা হয়েছে। বিশেষজ্ঞরা মনে করেন, সমন্বিত উদ্যোগ ছাড়া এ সংকটের সমাধান সম্ভব নয়। এ: [170, 1332, 298, 1415]
- story-body: বৈশ্বিক পরিস্থিতি ও অভ্যন্তরীণ অর্থনীতি বিবেচনায় সরকার নতুন পদক্ষেপ নিয়েছে। সংশ্লিষ্ট মন্ত্রণালয়ের কর্মকর্তারা জানিয়েছেন, বিষয়টি নিয়ে আলোচনা চলছে এবং শিগগিরই সিদ্ধান্ত জানানো হবে। স্থানীয় বাসিন্দারা বলছেন, দীর্ঘদিন ধরে তারা নানা সমস্যার মুখোমুখি হচ্ছেন। প্রশাসনের পক্ষ থেকে জানানো হয়েছে, পরিস্থিতি স্বাভাবিক রাখতে প্রয়োজনীয় ব্যবস্থা গ্রহণ করা হয়েছে। বিশেষজ্ঞরা মনে করেন, সমন্বিত উদ্যোগ ছাড়া এ সংকটের সমাধান সম্ভব নয়। এ বিষয়ে সংশ্লিষ্ট সবাইকে সতর্ক থাকার আহ্বান জানানো হয়েছে। বৈশ্বিক পরিস্থিতি ও অভ্যন্তরীণ অর্থনীতি বিবেচনায় সরকার নতুন পদক্ষেপ নিয়েছে। সংশ্লিষ্ট মন্ত্রণালয়ের কর্মকর্তারা জানিয়েছেন, বিষয়টি নিয়ে আলোচনা চলছে এবং শিগগিরই সিদ্ধান্ত জানানো হবে। স্থানীয় বাসিন্দারা বলছেন, দীর্ঘদিন ধরে তারা নানা সমস্যার মুখোমুখি হচ্ছেন। প্রশাসনের পক্ষ থেকে জানানো হয়েছে, পরিস্থিতি স্বাভাবিক রাখতে প্রয়োজনীয় ব্যবস্থা গ্রহণ করা হয়েছে। বিশেষজ্ঞরা মনে করেন, সমন্বিত উদ্যোগ ছাড়া এ সংকটের সমাধান সম্ভব নয়। এ বিষয়ে সংশ্লিষ্ট সবাইকে সতর্ক থাকার আহ্বান জানানো হয়েছে। বৈশ্বিক পরিস্থিতি ও অভ্যন্তরীণ অর্থনীতি বিবেচনায় সরকার নতুন পদক্ষেপ নিয়েছে। সংশ্লিষ্ট মন্ত্রণালয়ের কর্মকর্তারা জানিয়েছেন, বিষয়টি নিয়ে আলোচনা চলছে এবং শিগগিরই সিদ্ধান্ত জানানো হবে। স্থানীয় বাসিন্দারা বলছেন, দীর্ঘদিন ধরে তারা নানা সমস্যার মুখোমুখি হচ্ছেন। প্রশাসনের পক্ষ থেকে জানানো হয়েছে, পরিস্থিতি স্বাভাবিক রাখতে প্রয়োজনীয় ব্যবস্থা গ্রহণ করা হয়েছে। বিশেষজ্ঞরা মনে করেন, সমন্বিত উদ্যোগ ছাড়া এ সংকটের সমাধান সম্ভব নয়। এ বিষয়ে সংশ্লিষ্ট সবাইকে সতর্ক থাকার আহ্বান জানানো হয়েছে। বৈশ্বিক পরিস্থিতি ও অভ্যন্তরীণ অর্থনীতি বিবেচনায় সরকার নতুন পদক্ষেপ নিয়েছে। সংশ্লিষ্ট মন্ত্রণালয়ের কর্মকর্তারা জানিয়েছেন, বিষয়টি নিয়ে আলোচনা চলছে এবং শিগগিরই সিদ্ধান্ত জানানো হবে। স্থানীয় বাসিন্দারা বলছেন, দীর্ঘদিন ধরে তারা নানা সমস্যার মুখোমুখি হচ্ছেন। প্রশাসনের পক্ষ থেকে জানানো হয়েছে, পরিস্থিতি স্বাভাবিক রাখতে প্রয়োজনীয় ব্যবস্থা গ্রহণ করা হয়েছে। বিশেষজ্ঞরা মনে করেন, সমন্বিত উদ্যোগ ছাড়া এ সংকটের সমাধান সম্ভব নয়। এ বিষয়ে সংশ্লিষ্ট সবাইকে সতর্ক থাকার আহ্বান জানানো হয়েছে। বৈশ্বিক পরিস্থিতি ও অভ্যন্তরীণ অর্থনীতি বিবেচনায় সরকার নতুন পদক্ষেপ নিয়েছে। সংশ্লিষ্ট মন্ত্রণালয়ের কর্মকর্তারা জানিয়েছেন, বিষয়টি নিয়ে আলোচনা চলছে এবং শিগগিরই সিদ্ধান্ত জানানো হবে। স্থানীয় বাসিন্দারা বলছেন, দীর্ঘদিন ধরে তারা নানা সমস্যার মুখোমুখি হচ্ছেন। প্রশাসনের পক্ষ থেকে জানানো হয়েছে, পরিস্থিতি স্বাভাবিক রাখতে প্রয়োজনীয় ব্যবস্থা গ্রহণ করা হয়েছে। বিশেষজ্ঞরা মনে করেন, সমন্বিত উদ্যোগ ছাড়া এ সংকটের সমাধান সম্ভব নয়। এ বিষয়ে সংশ্লিষ্ট সবাইকে সতর্ক থাকার আহ্বান জানানো হয়েছে। বৈশ্বিক পরিস্থিতি ও অভ্যন্তরীণ অর্থনীতি বিবেচনায় সরকার নতুন পদক্ষেপ নিয়েছে। সংশ্লিষ্ট মন্ত্রণালয়ের কর্মকর্তারা জানিয়েছেন, বিষয়টি নিয়ে আলোচনা চলছে এবং শিগগিরই সিদ্ধান্ত জানানো হবে। স্থানীয় বাসিন্দারা বলছেন, দীর্ঘদিন ধরে তারা নানা সমস্যার মুখোমুখি হচ্ছেন। প্রশাসনের পক্ষ থেকে জানানো হয়েছে, পরিস্থিতি স্বাভাবিক রাখতে প্রয়োজনীয় ব্যবস্থা গ্রহণ করা হয়েছে। বিশেষজ্ঞরা মনে করেন, সমন্বিত উদ্যোগ ছাড়া এ সংকটের সমাধান সম্ভব নয়। এ বিষয়ে সংশ্লিষ্ট সবাইকে সতর্ক থাকার আহ্বান জানানো হয়েছে। বৈশ্বিক পরিস্থিতি ও অভ্যন্তরীণ অর্থনীতি বিবেচনায় সরকার নতুন পদক্ষেপ নিয়েছে। সংশ্লিষ্ট মন্ত্রণালয়ের কর্মকর্তারা জানিয়েছেন, বিষয়টি নিয়ে আলোচনা চলছে এবং শিগগিরই সিদ্ধান্ত জানানো হবে। স্থানীয় বাসিন্দারা বলছেন, দীর্ঘদিন ধরে তারা নানা সমস্যার মুখোমুখি হচ্ছেন। প্রশাসনের পক্ষ থেকে জানানো হয়েছে, পরিস্থিতি স্বাভাবিক রাখতে প্রয়োজনীয় ব্যবস্থা গ্রহণ করা হয়েছে। বিশেষজ্ঞরা মনে করেন, সমন্বিত উদ্যোগ ছাড়া এ সংকটের সমাধান স: [36, 1033, 164, 1648]
- masthead: [0, 0, 870, 84]
- story-headline[interactable]: জন্মনিবন্ধন: [468, 994, 536, 1013]
- story-body: বৈশ্বিক পরিস্থিতি ও অভ্যন্তরীণ অর্থনীতি বিবেচনায় সরকার নতুন পদক্ষেপ নিয়েছে। সংশ্লিষ্ট মন্ত্রণালয়ের কর্মকর্তারা জানিয়েছেন, বিষয়টি নিয়ে আলোচনা চলছে এবং শিগগিরই সিদ্ধান্ত জানানো হবে। স্থানীয় বাসিন্দারা বলছেন, দীর্ঘদিন ধরে তারা নানা সমস্যার মুখোমুখি হচ্ছেন। প্রশাসনের পক্ষ থেকে জানানো হয়েছে, পরিস্থিতি স্বাভাবিক রাখতে প্রয়োজনীয় ব্যবস্থা গ্রহণ করা হয়েছে। বিশেষজ্ঞরা মনে করেন, সমন্বিত উদ্যোগ ছাড়া এ সংকটের সমাধান সম্ভব নয়। এ বিষয়ে সংশ্লিষ্ট সবাইকে সতর্ক থাকার আহ্বান জানানো হয়েছে। বৈশ্বিক পরিস্থিতি ও অভ্যন্তরীণ অর্থনীতি বিবেচনায় সরকার নতুন পদক্ষেপ নিয়েছে। সংশ্লিষ্ট মন্ত্রণালয়ের কর্মকর্তারা জানিয়েছেন, বিষয়টি নিয়ে আলোচনা চলছে এবং শিগগিরই সিদ্ধান্ত জানানো হবে। স্থানীয় বাসিন্দারা বলছেন, দীর্ঘদিন ধরে তারা নানা সমস্যার মুখোমুখি হচ্ছেন। প্রশাসনের পক্ষ থেকে জানানো হয়েছে, পরিস্থিতি স্বাভাবিক রাখতে প্রয়োজনীয় ব্যবস্থা গ্রহণ করা হয়েছে। বিশেষজ্ঞরা মনে করেন, সমন্বিত উদ্যোগ ছাড়া এ সংকটের সমাধান সম্ভব নয়। এ বিষয়ে সংশ্লিষ্ট সবাইকে সতর্ক থাকার আহ্বান জানানো হয়েছে। বৈশ্বিক পরিস্থিতি ও অভ্যন্তরীণ অর্থনীতি বিবেচনায় সরকার নতুন পদক্ষেপ নিয়েছে। সংশ্লিষ্ট মন্ত্রণালয়ের কর্মকর্তারা জানিয়েছেন, বিষয়টি নিয়ে আলোচনা চলছে এবং শিগগিরই সিদ্ধান্ত জানানো হবে। স্থানীয় বাসিন্দারা বলছেন, দীর্ঘদিন ধরে তারা নানা সমস্যার মুখোমুখি হচ্ছেন। প্রশাসনের পক্ষ থেকে জানানো হয়েছে, পরিস্থিতি স্বাভাবিক রাখতে প্রয়োজনীয় ব্যবস্থা গ্রহণ করা হয়েছে। বিশেষজ্ঞরা মনে করেন, সমন্বিত উদ্যোগ ছাড়া এ সংকটের সমাধান সম্ভব নয়। এ বিষয়ে সংশ্লিষ্ট সবাইকে সতর্ক থাকার আহ্বান জানানো হয়েছে। বৈশ্বিক পরিস্থিতি ও অভ্যন্তরীণ অর্থনীতি বিবেচনায় সরকার নতুন পদক্ষেপ নিয়েছে। সংশ্লিষ্ট মন্ত্রণালয়ের কর্মকর্তারা জানিয়েছেন, বিষয়টি নিয়ে আলোচনা চলছে এবং শিগগিরই সিদ্ধান্ত জানানো হবে। স্থানীয় বাসিন্দারা বলছেন, দীর্ঘদিন ধরে তারা নানা সমস্যার মুখোমুখি হচ্ছেন। প্রশাসনের পক্ষ থেকে জানানো হয়েছে, পরিস্থিতি স্বাভাবিক রাখতে প্রয়োজনীয় ব্যবস্থা গ্রহণ করা হয়েছে। বিশেষজ্ঞরা মনে করেন, সমন্বিত উদ্যোগ ছাড়া এ সংকটের সমাধান সম্ভব নয়। এ বিষয়ে সংশ্লিষ্ট সবাইকে সতর্ক থাকার আহ্বান জানানো হয়েছে। বৈশ্বিক পরিস্থিতি ও অভ্যন্তরীণ অর্থনীতি বিবেচনায় সরকার নতুন পদক্ষেপ নিয়েছে। সংশ্লিষ্ট মন্ত্রণালয়ের কর্মকর্তারা জানিয়েছেন, বিষয়টি নিয়ে আলোচনা চলছে এবং শিগগিরই সিদ্ধান্ত জানানো হবে। স্থানীয় বাসিন্দারা বলছেন, দীর্ঘদিন ধরে তারা নানা সমস্যার মুখো: [438, 1027, 566, 1426]
- story-body: বৈশ্বিক পরিস্থিতি ও অভ্যন্তরীণ অর্থনীতি বিবেচনায় সরকার নতুন পদক্ষেপ নিয়েছে। সংশ্লিষ্ট মন্ত্রণালয়ের কর্মকর্তারা জানিয়েছেন, বিষয়টি নিয়ে আলোচনা চলছে এবং শিগগিরই সিদ্ধান্ত জানানো হবে। স্থানীয় বাসিন্দারা বলছেন, দীর্ঘদিন ধরে তারা নানা সমস্যার মুখোমুখি হচ্ছেন। প্রশাসনের পক্ষ থেকে জানানো হয়েছে, পরিস্থিতি স্বাভাবিক রাখতে প্রয়োজনীয় ব্যবস্থা গ্রহণ করা হয়েছে। বিশেষজ্ঞরা মনে করেন, সমন্বিত উদ্যোগ ছাড়া এ সংকটের সমাধান সম্ভব নয়। এ বিষয়ে সংশ্লিষ্ট সবাইকে সতর্ক থাকার আহ্বান জানানো হয়েছে। বৈশ্বিক পরিস্থিতি ও অভ্যন্তরীণ অর্থনীতি বিবেচনায় সরকার নতুন পদক্ষেপ নিয়েছে। সংশ্লিষ্ট মন্ত্রণালয়ের কর্মকর্তারা জানিয়েছেন, বিষয়টি নিয়ে আলোচনা চলছে এবং শিগগিরই সিদ্ধান্ত জানানো হবে। স্থানীয় বাসিন্দারা বলছেন, দীর্ঘদিন ধরে তারা নানা সমস্যার মুখোমুখি হচ্ছেন। প্রশাসনের পক্ষ থেকে জানানো হয়েছে, পরিস্থিতি স্বাভাবিক রাখতে প্রয়োজনীয় ব্যবস্থা গ্রহণ করা হয়েছে। বিশেষজ্ঞরা মনে করেন, সমন্বিত উদ্যোগ ছাড়া এ সংকটের সমাধান সম্ভব নয়। এ বিষয়ে সংশ্লিষ্ট সবাইকে সতর্ক থাকার আহ্বান জানানো হয়েছে। বৈশ্বিক পরিস্থিতি ও অভ্যন্তরীণ অর্থনীতি বিবেচনায় সরকার নতুন পদক্ষেপ নিয়েছে। সংশ্লিষ্ট মন্ত্রণালয়ের কর্মকর্তারা জানিয়েছেন, বিষয়টি নিয়ে আলোচনা চলছে এবং শিগগিরই সিদ্ধান্ত জানানো হবে। স্থানীয় বাসিন্দারা বলছেন, দীর্ঘদিন ধরে তারা নানা সমস্যার মুখোমুখি হচ্ছেন। প্রশাসনের পক্ষ থেকে জানানো হয়েছে, পরিস্থিতি স্বাভাবিক রাখতে প্রয়োজনীয় ব্যবস্থা গ্রহণ করা হয়েছে। বিশেষজ্ঞরা মনে করেন, সমন্বিত উদ্যোগ ছাড়া এ সংকটের সমাধান সম্ভব নয়। এ বিষয়ে সংশ্লিষ্ট সবাইকে সতর্ক থাকার আহ্বান জানানো হয়েছে। বৈশ্বিক পরিস্থিতি ও অভ্যন্তরীণ অর্থনীতি বিবেচনায় সরকার নতুন পদক্ষেপ নিয়েছে। সংশ্লিষ্ট মন্ত্রণালয়ের কর্মকর্তারা জানিয়েছেন, বিষয়টি নিয়ে আলোচনা চলছে এবং শিগগিরই সিদ্ধান্ত জানানো হবে। স্থানীয় বাসিন্দারা বলছেন, দীর্ঘদিন ধরে তারা নানা সমস্যার মুখোমুখি হচ্ছেন। প্রশাসনের পক্ষ থেকে জানানো হয়েছে, পরিস্থিতি স্বাভাবিক রাখতে প্রয়োজনীয় ব্যবস্থা গ্রহণ করা হয়েছে। বিশেষজ্ঞরা মনে করেন, সমন্বিত উদ্যোগ ছাড়া এ সংকটের সমাধান সম্ভব নয়। এ বিষয়ে সংশ্লিষ্ট সবাইকে সতর্ক থাকার আহ্বান জানানো হয়েছে। বৈশ্বিক পরিস্থিতি ও অভ্যন্তরীণ অর্থনীতি বিবেচনায় সরকার নতুন পদক্ষেপ নিয়েছে। সংশ্লিষ্ট মন্ত্রণালয়ের কর্মকর্তারা জানিয়েছেন, বিষয়টি নিয়ে আলোচনা চলছে এবং শিগগিরই সিদ্ধান্ত জানানো হবে। স্থানীয় বাসিন্দারা বলছেন, দীর্ঘদিন ধরে তারা নানা সমস্যার মুখোমুখি হচ্ছেন। প্রশাসনের পক্ষ থেকে জানানো হয়েছে, পরিস্থিতি স্বাভাবিক রাখতে প্রয়োজনীয় ব্যবস্থা গ্রহণ করা হয়েছে। বিশেষজ্ঞরা মনে করেন, সমন্বিত উদ্যোগ ছাড়া এ সংকটের সমাধান সম্ভব নয়। এ বিষয়ে সংশ্লিষ্ট সবাইকে সতর্ক থাকার আহ্বান জানানো হয়েছে। বৈশ্বিক পরিস্থিতি ও অভ্যন্তরীণ অর্থনীতি বিবেচনায় সরকার নতুন পদক্ষেপ নিয়েছে। সংশ্লিষ্ট মন্ত্রণালয়ের কর্মকর্তারা জানিয়েছেন, বিষয়টি নিয়ে আলোচনা চলছে এবং শিগগিরই সিদ্ধান্ত জানানো হবে। স্থানীয় বাসিন্দারা বলছেন, দীর্ঘদিন ধরে তারা নানা সমস্যার মুখোমুখি হচ্ছেন। প্রশাসনের পক্ষ থেকে জানানো হয়েছে, পরিস্থিতি স্বাভাবিক রাখতে প্রয়োজনীয় ব্যবস্থা গ্রহণ করা হয়েছে। বিশেষজ্ঞরা মনে করেন, সমন্বিত উদ্যোগ ছাড়া এ সংকটের সমাধান সম্ভব নয়। এ বিষয়ে সংশ্লিষ্ট সবাইকে সতর্ক থাকার আহ্বান জানানো হয়েছে। বৈশ্বিক পরিস্থিতি ও অভ্যন্তরীণ অর্থনীতি বিবেচনায় সরকার নতুন পদক্ষেপ নিয়েছে। সংশ্লিষ্ট মন্ত্রণালয়ের কর্মকর্তারা জানিয়েছেন, বিষয়টি নিয়ে আলোচনা চলছে এবং শিগগিরই সিদ্ধান্ত জানানো হবে। স্থানীয় বাসিন্দারা বলছেন, দীর্ঘদিন ধরে তারা নানা সমস্যার মুখোমুখি হচ্ছেন। প্রশাসনের পক্ষ থেকে জানানো হয়েছে, পরিস্থিতি স্বাভাবিক রাখতে প্রয়োজনীয় ব্যবস্থা গ্রহণ করা হয়েছে। বিশেষজ্ঞরা মনে করেন, সমন্বিত উদ্যোগ ছাড়া এ সংকটের সমাধান সম্ভব নয়। এ বিষয়ে সংশ্লিষ্ট সবাইকে সতর্ক থাকার আহ্বান জানানো হয়েছে। বৈশ্বিক পরিস্থিতি ও অভ্যন্তরীণ অর্থনীতি বিবেচনায় সরকার নতুন পদক্ষেপ নিয়েছে। সংশ্লিষ্ট মন্ত্রণালয়ের কর্মকর্তারা জানিয়েছেন, বিষয়টি নিয়ে আলোচনা চলছে এবং শিগগিরই সিদ্ধান্ত জানানো হবে। স্থানীয় বাসিন্দারা বলছেন, দীর্ঘদিন ধরে তারা নানা সমস্যার মুখোমুখি হচ্ছেন। প্রশাসনের পক্ষ থেকে জানানো হয়েছে, পরিস্থিতি স্বাভাবিক রাখতে প্রয়োজনীয় ব্যবস্থা গ্রহণ করা হয়েছে। বিশেষজ্ঞরা মনে করেন, সমন্বিত উদ্যোগ ছাড়া এ সংকটের সমাধান সম্ভব নয়। এ বিষয়ে সংশ্লিষ্ট সবাইকে সতর্ক থাকার আহ্বান জানানো হয়েছে। বৈশ্বিক পরিস্থিতি ও অভ্যন্তরীণ অর্থনীতি বিবেচনায় সরকার নতুন পদক্ষেপ নিয়েছে। সংশ্লিষ্ট মন্ত্রণালয়ের কর্মকর্তারা জানিয়েছেন, বিষয়টি নিয়ে আলোচনা চলছে এবং শিগগিরই সিদ্ধান্ত জানানো হবে। স্থানীয় বাসিন্দারা বলছেন, দীর্ঘদিন ধরে তারা নানা সমস্যার মুখোমুখি হচ্ছেন। প্রশাসনের পক্ষ থেকে জানানো হয়েছে, পরিস্থিতি স্বাভাবিক রাখতে প্রয়োজনীয় ব্যবস্থা গ্রহণ করা হয়েছে। বিশেষজ্ঞরা মনে করেন, সমন্বিত উদ্যোগ ছাড়া এ সংকটের সমাধান সম্ভব নয়। এ বিষয়ে সংশ্লিষ্ট সবাইকে সতর্ক থাকার আহ্বান জানানো হয়েছে। বৈশ্বিক পরিস্থিতি ও অভ্যন্তরীণ অর্থনীতি বিবেচনায় সরকার নতুন পদক্ষেপ নিয়েছে। সংশ্লিষ্ট মন্ত্রণালয়ের কর্মকর্তারা জানিয়েছেন, বিষয়টি নিয়ে আলোচনা চলছ: [572, 265, 700, 1095]
- story-headline[interactable]: আমরা যুদ্ধ: [72, 198, 128, 214]
- story-headline[interactable]: মোসাদের: [744, 518, 800, 537]
- news-story[interactable]: [706, 104, 838, 245]
- news-story[interactable]: [36, 1000, 164, 1647]
- story-headline[interactable]: চাকরি অধ্যাদেশ: [455, 808, 549, 827]
- story-body: বৈশ্বিক পরিস্থিতি ও অভ্যন্তরীণ অর্থনীতি বিবেচনায় সরকার নতুন পদক্ষেপ নিয়েছে। সংশ্লিষ্ট মন্ত্রণালয়ের কর্মকর্তারা জানিয়েছেন, বিষয়টি নিয়ে আলোচনা চলছে এবং শিগগিরই সিদ্ধান্ত জানানো হবে। স্থানীয় বাসিন্দারা বলছেন, দীর্ঘদিন ধরে তারা নানা সমস্যার মুখোমুখি হচ্ছেন। প্রশাসনের পক্ষ থেকে জানানো হয়েছে, পরিস্থিতি স্বাভাবিক রাখতে প্রয়োজনীয় ব্যবস্থা গ্রহণ করা হয়েছে। বিশেষজ্ঞরা মনে করেন, সমন্বিত উদ্যোগ ছাড়া এ সংকটের সমাধান সম্ভব নয়। এ বিষয়ে সংশ্লিষ্ট সবাইকে সতর্ক থাকার আহ্বান জানানো হয়েছে। বৈশ্বিক পরিস্থিতি ও অভ্যন্তরীণ অর্থনীতি বিবেচনায় সরকার নতুন পদক্ষেপ নিয়েছে। সংশ্লিষ্ট মন্ত্রণালয়ের কর্মকর্তারা জানিয়েছেন, বিষয়টি নিয়ে আলোচনা চলছে এবং শিগগিরই সিদ্ধান্ত জানানো হবে। স্থানীয় বাসিন্দারা বলছেন, দীর্ঘদিন ধরে তারা নানা সমস্যার মুখোমুখি হচ্ছেন। প্রশাসনের পক্ষ থেকে জানানো হয়েছে, পরিস্থিতি স্বাভাবিক রাখতে প্রয়োজনীয় ব্যবস্থা গ্রহণ করা হয়েছে। বিশেষজ্ঞরা মনে করেন, সমন্বিত উদ্যোগ ছাড়া এ সংকটের সমাধান সম্ভব নয়। এ বিষয়ে সংশ্লিষ্ট সবাইকে সতর্ক থাকার আহ্বান জানানো হয়েছে। বৈশ্বিক পরিস্থিতি ও অভ্যন্তরীণ অর্থনীতি বিবেচনায় সরকার নতুন পদক্ষেপ নিয়েছে। সংশ্লিষ্ট মন্ত্রণালয়ের কর্মকর্তারা জানিয়েছেন, বিষয়টি নিয়ে আলোচনা চলছে এবং শিগগিরই সিদ্ধান্ত জানানো হবে। স্থানীয় বাসিন্দারা বলছেন, দীর্ঘদিন ধরে তারা নানা সমস্যার মুখোমুখি হচ্ছেন। প্রশাসনের পক্ষ থেকে জানানো হয়েছে, পরিস্থিতি স্বাভাবিক রাখতে প্রয়োজনীয় ব্যবস্থা গ্রহণ করা হয়েছে। বিশেষজ্ঞরা মনে করেন, সমন্বিত উদ্যোগ ছাড়া এ সংকটের সমাধান সম্ভব নয়। এ বিষয়ে সংশ্লিষ্ট সবাইকে সতর্ক থাকার আহ্বান জানানো হয়েছে। বৈশ্বিক পরিস্থিতি ও অভ্যন্তরীণ অর্থনীতি বিবেচনায় সরকার নতুন পদক্ষেপ নিয়েছে। সংশ্লিষ্ট মন্ত্রণালয়ের কর্মকর্তারা জানিয়েছেন, বিষয়টি নিয়ে আলোচনা চলছে এবং শিগগিরই সিদ্ধান্ত জানানো হবে। স্থানীয় বাসিন্দারা বলছেন, দীর্ঘদিন ধরে তারা নানা সমস্যার মুখোমুখি হচ্ছেন। প্রশাসনের পক্ষ থেকে জানানো হয়েছে, পরিস্থিতি স্বাভাবিক রাখতে প্রয়োজনীয় ব্যবস্থা গ্রহণ করা হ: [170, 565, 298, 898]
- news-story[interactable]: [304, 812, 432, 1036]
- column-6: [706, 102, 838, 1484]
- story-headline[interactable]: ই-পাসপোর্ট, ১৩১০: [713, 104, 831, 122]
- dateline: বুধবার ১৮ জুন ২০২৫, ৪ আষাঢ় ১৪৩২: [269, 49, 461, 63]
- header-rule: [36, 86, 838, 92]
- news-story[interactable]: [36, 197, 164, 311]
- story-body: বৈশ্বিক পরিস্থিতি ও অভ্যন্তরীণ অর্থনীতি বিবেচনায় সরকার নতুন পদক্ষেপ নিয়েছে। সংশ্লিষ্ট মন্ত্রণালয়ের কর্মকর্তারা জানিয়েছেন, বিষয়টি নিয়ে আলোচনা চলছে এবং শিগগিরই সিদ্ধান্ত জানানো হবে। স্থানীয় বাসিন্দারা বলছেন, দীর্ঘদিন ধরে তারা নানা সমস্যার মুখোমুখি হচ্ছেন। প্রশাসনের পক্ষ থেকে জানানো হয়েছে, পরিস্থিতি স্বাভাবিক রাখতে প্রয়োজনীয় ব্যবস্থা গ্রহণ করা হয়েছে। বিশেষজ্ঞরা মনে করেন, সমন্বিত উদ্যোগ ছাড়া এ সংকটের সমাধান সম্ভব নয়। এ বিষয়ে সংশ্লিষ্ট সবাইকে সতর্ক থাকার আহ্বান জানানো হয়েছে। বৈশ্বিক পরিস্থিতি ও অভ্যন্তরীণ অর্থনীতি বিবেচনায় সরকার নতুন পদক্ষেপ নিয়েছে। সংশ্লিষ্ট মন্ত্রণালয়ের কর্মকর্তারা জানিয়েছেন, বিষয়টি নিয়ে আলোচনা চলছে এবং শিগগিরই সিদ্ধান্ত জানানো হবে। স্থানীয় বাসিন্দারা বলছেন, দীর্ঘদিন ধরে তারা নানা সমস্যার মুখোমুখি হচ্ছেন। প্রশাসনের পক্ষ থেকে জানানো হয়েছে, পরিস্থিতি স্বাভাবিক রাখতে প্রয়োজনীয় ব্যবস্থা গ্রহণ করা হয়েছে। বিশেষজ্ঞরা মনে করেন, সমন্বিত উদ্যোগ ছাড়া এ সংকটের সমাধান সম্ভব নয়। এ বিষয়ে সংশ্লিষ্ট সবাইকে সতর্ক থাকার আহ্বান জানানো হয়েছে। বৈশ্বিক পরিস্থিতি ও অভ্যন্তরীণ অর্থনীতি বিবেচনায় সরকার নতুন পদক্ষেপ নিয়েছে: [706, 1292, 838, 1484]
- story-body: বৈশ্বিক পরিস্থিতি ও অভ্যন্তরীণ অর্থনীতি বিবেচনায় সরকার নতুন পদক্ষেপ নিয়েছে। সংশ্লিষ্ট মন্ত্রণালয়ের কর্মকর্তারা জানিয়েছেন, বিষয়টি নিয়ে আলোচনা চলছে এবং শিগগিরই সিদ্ধান্ত জানানো হবে। স্থানীয় বাসিন্দারা বলছেন, দীর্ঘদিন ধরে তারা নানা সমস্যার মুখোমুখি হচ্ছেন। প্রশাসনের পক্ষ থেকে জানানো হয়েছে, পরিস্থিতি স্বাভাবিক রাখতে প্রয়োজনীয় ব্যবস্থা গ্রহণ করা হয়েছে। বিশেষজ্ঞরা মনে করেন, সমন্বিত উদ্যোগ ছাড়া এ সংকটের সমাধান সম্ভব নয়। এ বিষয়ে সংশ্লিষ্ট সবাইকে সতর্ক থাকার আহ্বান জানানো হয়েছে। বৈশ্বিক পরিস্থিতি ও অভ্যন্তরীণ অর্থনীতি বিবেচনায় সরকার নতুন পদক্ষেপ নিয়েছে। সংশ্লিষ্ট মন্ত্রণালয়ের কর্মকর্তারা জানিয়েছেন, বিষয়টি নিয়ে আলোচনা চলছে এবং শিগগিরই সিদ্ধান্ত জানানো হবে। স্থানীয় বাসিন্দারা বলছেন, দীর্ঘদিন ধরে তারা নানা সমস্যার মুখোমুখি হচ্ছেন। প্রশাসনের পক্ষ থেকে জানানো হয়েছে, পরিস্থিতি স্বাভাবিক রাখতে প্রয়োজনীয় ব্যবস্থা গ্রহণ করা হয়েছে। বিশেষজ্ঞরা মনে করেন, সমন্বিত উদ্যোগ ছাড়া এ সংকটের সমাধান সম্ভব নয়। এ বিষয়ে সংশ্লিষ্ট সবাইকে সতর্ক থাকার আহ্বান জানানো হয়েছে। বৈশ্বিক পরিস্থিতি ও অভ্যন্তরীণ অর্থনীতি বিবেচনায় সরকার নতুন পদক্ষেপ নিয়েছে। সংশ্লিষ্ট মন্ত্রণালয়ের কর্মকর্তারা জানিয়েছেন, বিষয়টি নিয়ে আলোচনা চলছে এবং শিগগিরই সিদ্ধান্ত জানানো হবে। স্থানীয় বাসিন্দারা বলছেন, দীর্ঘদিন ধরে তারা নানা সমস্যার মুখোমুখি হচ্ছেন। প্রশাসনের পক্ষ থেকে জানানো হয়েছে, পরিস্থিতি স্বাভাবিক রাখতে প্রয়োজনীয় ব্যবস্থা গ্রহণ করা হয়েছে। বিশ: [170, 135, 298, 384]
- story-headline[interactable]: ভোটারো স্বাধীন: [53, 855, 147, 874]
- story-headline[interactable]: পথে বেড়ে: [604, 232, 668, 251]
- story-headline[interactable]: শেখ হাসিনাসহ ১২: [715, 248, 829, 267]
- column-rule: [435, 102, 436, 1338]
- column-rule: [703, 102, 704, 1338]
- story-headline[interactable]: উপদেষ্টা: [209, 532, 259, 551]
- story-body: বৈশ্বিক পরিস্থিতি ও অভ্যন্তরীণ অর্থনীতি বিবেচনায় সরকার নতুন পদক্ষেপ নিয়েছে। সংশ্লিষ্ট মন্ত্রণালয়ের কর্মকর্তারা জানিয়েছেন, বিষয়টি নিয়ে আলোচনা চলছে এবং শিগগিরই সিদ্ধান্ত জানানো হবে। স্থানীয় বাসিন্দারা বলছেন, দীর্ঘদিন ধরে তারা নানা সমস্যার মুখোমুখি হচ্ছেন। প্রশাসনের পক্ষ থেকে জানানো হয়েছে, পরিস্থিতি স্বাভাবিক রাখতে প্রয়োজনীয় ব্: [36, 135, 164, 193]
- logo-mark-icon: [88, 21, 110, 43]
- header-rule-thin: [36, 94, 838, 96]
- news-story[interactable]: [572, 232, 700, 1095]
- page-body: [36, 102, 838, 1658]
- story-body: বৈশ্বিক পরিস্থিতি ও অভ্যন্তরীণ অর্থনীতি বিবেচনায় সরকার নতুন পদক্ষেপ নিয়েছে। সংশ্লিষ্ট মন্ত্রণালয়ের কর্মকর্তারা জানিয়েছেন, বিষয়টি নিয়ে আলোচনা চলছে এবং শিগগিরই সিদ্ধান্ত জানানো হবে। স্থানীয় বাসিন্দারা বলছেন, দীর্ঘদিন ধরে তারা নানা সমস্যার মুখোমুখি হচ্ছেন। প্রশাসনের পক্ষ থেকে জানানো হয়েছে, পরিস্থিতি স্বাভাবিক রাখতে প্রয়োজনীয় ব্যবস্থা গ্রহণ করা হয়েছে। বিশেষজ্ঞরা মনে করেন, সমন্বিত উদ্যোগ ছাড়া এ সংকটের সমাধান সম্ভব নয়। এ বিষয়ে সংশ্লিষ্ট সবাইকে সতর্ক থাকার আহ্বান জানান: [572, 137, 700, 228]
- story-body: বৈশ্বিক পরিস্থিতি ও অভ্যন্তরীণ অর্থনীতি বিবেচনায় সরকার নতুন পদক্ষেপ নিয়েছে। সংশ্লিষ্ট মন্ত্রণালয়ের কর্মকর্তারা জানিয়েছেন, বিষয়টি নিয়ে আলোচনা চলছে এবং শিগগিরই সিদ্ধান্ত জানানো হবে। স্থানীয় বাসিন্দারা বলছেন, দীর্ঘদিন ধরে তারা নানা সমস্যার মুখোমুখি হচ্ছেন। প্রশাসনের পক্ষ থেকে জানানো হয়েছে, পরিস্থিতি স্বাভাবিক রাখতে প্রয়োজনীয় ব্যবস্থা গ্রহণ করা হয়েছে। বিশেষজ্ঞরা মনে করেন, সমন্বিত উদ্যোগ ছাড়া এ সংকটের সমাধান সম্ভব নয়। এ বিষয়ে সংশ্লিষ্ট সবাইকে সতর্ক থাকার আহ্বান জানানো হয়েছে। বৈশ্বিক পরিস্থিতি ও অভ্যন্তরীণ অর্থনীতি বিবেচনায় সরকার নতুন পদক্ষেপ নিয়েছে। সংশ্লিষ্ট মন্ত্রণালয়ের কর্মকর্তারা জানিয়েছেন, বিষয়টি নিয়ে আলোচনা চলছে এবং শিগগিরই সিদ্ধান্ত জানানো হবে। স্থানীয় বাসিন্দারা বলছেন, দীর্ঘদিন ধরে তারা নানা সমস্যার মুখোমুখি হচ্ছেন। প্রশাসনের পক্ষ থেকে জানানো হয়েছে, পরিস্থিতি স্বাভাবিক রাখতে প্রয়োজনীয় ব্যবস্থা গ্রহণ করা হয়েছে। বিশেষজ্ঞরা মনে করেন, সমন্বিত উদ্যোগ ছাড়া এ সংকটের সমাধান সম্ভব নয়। এ বিষয়ে সংশ্লিষ্ট সবাইকে সতর্ক থাকার আহ্বান জানানো হয়েছে। বৈশ্বিক পরিস্থিতি ও অভ্যন্তরীণ অর্থনীতি বিবেচনায় সরকার নতুন পদক্ষেপ নিয়েছে। সংশ্লিষ্ট মন্ত্রণালয়ের কর্মকর্তারা জানিয়েছেন, বিষয়টি নিয়ে আলোচনা চলছে এবং শিগগিরই সিদ্ধান্ত জানানো হবে। স্থানীয় বাসিন্দারা বলছেন, দীর্ঘদিন ধরে তারা নানা সমস্যার মুখোমুখি হচ্ছেন। প্রশাসনের পক্ষ থেকে জানানো হয়েছে, পরিস্থিতি স্বাভাবিক রাখতে প্রয়োজনীয় ব্যবস্থা গ্রহণ করা হয়েছে। বিশেষজ্ঞরা মনে করেন, সমন্বিত উদ্যোগ ছাড়া এ সংকটের সমাধান সম্ভব নয়। এ বিষয়ে সংশ্লিষ্ট সবাইকে সতর্ক থাকার আহ্বান জানানো হয়েছে। বৈশ্বিক পরিস্থিতি ও অভ্যন্তরীণ অর্থনীতি বিবেচনায় সরকার নতুন পদক্ষ: [438, 522, 566, 805]
- news-story[interactable]: [572, 1277, 700, 1658]
- story-body: বৈশ্বিক পরিস্থিতি ও অভ্যন্তরীণ অর্থনীতি বিবেচনায় সরকার নতুন পদক্ষেপ নিয়েছে। সংশ্লিষ্ট মন্ত্রণালয়ের কর্মকর্তারা জানিয়েছেন, বিষয়টি নিয়ে আলোচনা চলছে এবং শিগগিরই সিদ্ধান্ত জানানো হবে। স্থানীয় বাসিন্দারা বলছেন, দীর্ঘদিন ধরে তারা নানা সমস্যার মুখোমুখি হচ্ছেন। প্রশাসনের পক্ষ থেকে জানানো হয়েছে, পরিস্থিতি স্বাভাবিক রাখতে প্রয়োজনীয় ব্যবস্থা গ্রহণ করা হয়েছে। বিশেষজ্ঞরা মনে করেন, সমন্বিত উদ্যোগ ছাড়া এ সংকটের সমাধান সম্ভব নয়। এ: [36, 228, 164, 311]
- story-body: বৈশ্বিক পরিস্থিতি ও অভ্যন্তরীণ অর্থনীতি বিবেচনায় সরকার নতুন পদক্ষেপ নিয়েছে। সংশ্লিষ্ট মন্ত্রণালয়ের কর্মকর্তারা জানিয়েছেন, বিষয়টি নিয়ে আলোচনা চলছে এবং শিগগিরই সিদ্ধান্ত জানানো হবে। স্থানীয় বাসিন্দারা বলছেন, দীর্ঘদিন ধরে তারা নানা সমস্যার মুখোমুখি হচ্ছেন। প্রশাসনের পক্ষ থেকে জানানো হয়েছে, পরিস্থিতি স্বাভাবিক রাখতে প্রয়োজনীয় ব্যবস্থা গ্রহণ করা হয়েছে। বিশেষজ্ঞরা মনে করেন, সমন্বিত উদ্যোগ ছাড়া এ সংকটের সমাধান সম্ভব নয়। এ বিষয়ে সংশ্লিষ্ট সবাইকে সতর্ক থাকার আহ্বান জানানো হয়েছে। বৈশ্বিক পরিস্থিতি ও অভ্যন্তরীণ অর্থনীতি বিবেচনায় সরকার নতুন পদক্ষেপ নিয়েছে। সংশ্লিষ্: [170, 420, 298, 529]
